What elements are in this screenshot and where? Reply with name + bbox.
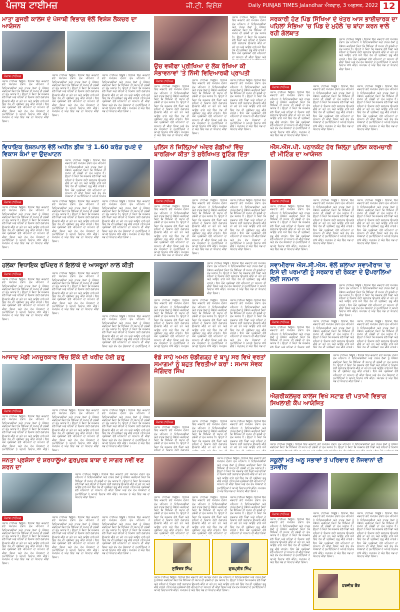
article-text: ਪੰਜਾਬ ਟਾਈਮਜ਼ ਬਿਊਰੋ। ਇਲਾਕੇ ਵਿੱਚ ਕਰਵਾਏ ਗਏ ਸਮਾਗਮ ਦੌਰਾਨ ਮੁੱਖ ਮਹਿਮਾਨ ਨੇ ਵਿਦਿਆਰਥੀਆਂ ਅਤੇ ਹਾਜ਼ਰ ਲੋਕਾਂ ਨੂੰ ਸੰਬੋਧਨ ਕਰਦਿਆਂ ਕਿਹਾ ਕਿ ਸਿੱਖਿਆ ਹੀ ਸਮਾਜ ਦੀ ਤਰੱਕੀ ਦਾ ਮੁੱਖ ਅਧਾਰ ਹੈ। ਉਨ੍ਹਾਂ ਨੇ ਕਿਹਾ ਕਿ ਸਰਕਾਰ ਵੱਲੋਂ ਪਿੰਡਾਂ ਅਤੇ ਸ਼ਹਿਰਾਂ ਦੇ ਵਿਕਾਸ ਲਈ ਲਗਾਤਾਰ ਉਪਰਾਲੇ ਕੀਤੇ ਜਾ ਰਹੇ ਹਨ ਅਤੇ ਆਉਣ ਵਾਲੇ ਸਮੇਂ ਵਿੱਚ ਹੋਰ ਵੀ ਪ੍ਰੋਜੈਕਟ ਸ਼ੁਰੂ ਕੀਤੇ ਜਾਣਗੇ। ਇਸ ਮੌਕੇ ਪ੍ਰਬੰਧਕਾਂ ਵੱਲੋਂ ਮਹਿਮਾਨਾਂ ਦਾ ਸਨਮਾਨ ਵੀ ਕੀਤਾ ਗਿਆ ਅਤੇ ਵੱਖ ਵੱਖ ਸੰਸਥਾਵਾਂ ਦੇ ਨੁਮਾਇੰਦਿਆਂ ਨੇ ਆਪਣੇ ਵਿਚਾਰ ਸਾਂਝੇ ਕੀਤੇ। ਸਮਾਗਮ ਦੇ ਅੰਤ ਵਿੱਚ ਸਭ ਦਾ ਧੰਨਵਾਦ ਕੀਤਾ ਗਿਆ। bbox=[102, 200, 150, 240]
photo-16 bbox=[154, 377, 266, 417]
article-text: ਪੰਜਾਬ ਟਾਈਮਜ਼ ਬਿਊਰੋ। ਇਲਾਕੇ ਵਿੱਚ ਕਰਵਾਏ ਗਏ ਸਮਾਗਮ ਦੌਰਾਨ ਮੁੱਖ ਮਹਿਮਾਨ ਨੇ ਵਿਦਿਆਰਥੀਆਂ ਅਤੇ ਹਾਜ਼ਰ ਲੋਕਾਂ ਨੂੰ ਸੰਬੋਧਨ ਕਰਦਿਆਂ ਕਿਹਾ ਕਿ ਸਿੱਖਿਆ ਹੀ ਸਮਾਜ ਦੀ ਤਰੱਕੀ ਦਾ ਮੁੱਖ ਅਧਾਰ ਹੈ। ਉਨ੍ਹਾਂ ਨੇ ਕਿਹਾ ਕਿ ਸਰਕਾਰ ਵੱਲੋਂ ਪਿੰਡਾਂ ਅਤੇ ਸ਼ਹਿਰਾਂ ਦੇ ਵਿਕਾਸ ਲਈ ਲਗਾਤਾਰ ਉਪਰਾਲੇ ਕੀਤੇ ਜਾ ਰਹੇ ਹਨ ਅਤੇ ਆਉਣ ਵਾਲੇ ਸਮੇਂ ਵਿੱਚ ਹੋਰ ਵੀ ਪ੍ਰੋਜੈਕਟ ਸ਼ੁਰੂ ਕੀਤੇ ਜਾਣਗੇ। ਇਸ ਮੌਕੇ ਪ੍ਰਬੰਧਕਾਂ ਵੱਲੋਂ ਮਹਿਮਾਨਾਂ ਦਾ ਸਨਮਾਨ ਵੀ ਕੀਤਾ ਗਿਆ ਅਤੇ ਵੱਖ ਵੱਖ ਸੰਸਥਾਵਾਂ ਦੇ ਨੁਮਾਇੰਦਿਆਂ ਨੇ ਆਪਣੇ ਵਿਚਾਰ ਸਾਂਝੇ ਕੀਤੇ। ਸਮਾਗਮ ਦੇ ਅੰਤ ਵਿੱਚ ਸਭ ਦਾ ਧੰਨਵਾਦ ਕੀਤਾ ਗਿਆ। bbox=[2, 278, 49, 321]
photo-23 bbox=[331, 473, 398, 509]
headline-8: ਸਵਾਮੀਰਾਜ ਐਸ.ਸੀ.ਐਸ. ਵੱਲੋਂ ਸ਼ਲਾਘਾ ਸਵਾਮੀਰਾਜ 'ਚ ਇਸੇ ਦੀ ਪਰਮਾਣੀ ਨੂੰ ਸਰਕਾਰ ਦੀ ਰੋਕਣਾ ਦੇ ਉਪਰਾਲਿਆਂ ਲਈ ਸਨਮਾਨ bbox=[270, 262, 392, 283]
article-text: ਪੰਜਾਬ ਟਾਈਮਜ਼ ਬਿਊਰੋ। ਇਲਾਕੇ ਵਿੱਚ ਕਰਵਾਏ ਗਏ ਸਮਾਗਮ ਦੌਰਾਨ ਮੁੱਖ ਮਹਿਮਾਨ ਨੇ ਵਿਦਿਆਰਥੀਆਂ ਅਤੇ ਹਾਜ਼ਰ ਲੋਕਾਂ ਨੂੰ ਸੰਬੋਧਨ ਕਰਦਿਆਂ ਕਿਹਾ ਕਿ ਸਿੱਖਿਆ ਹੀ ਸਮਾਜ ਦੀ ਤਰੱਕੀ ਦਾ ਮੁੱਖ ਅਧਾਰ ਹੈ। ਉਨ੍ਹਾਂ ਨੇ ਕਿਹਾ ਕਿ ਸਰਕਾਰ ਵੱਲੋਂ ਪਿੰਡਾਂ ਅਤੇ ਸ਼ਹਿਰਾਂ ਦੇ ਵਿਕਾਸ ਲਈ ਲਗਾਤਾਰ ਉਪਰਾਲੇ ਕੀਤੇ ਜਾ ਰਹੇ ਹਨ ਅਤੇ ਆਉਣ ਵਾਲੇ ਸਮੇਂ ਵਿੱਚ ਹੋਰ ਵੀ ਪ੍ਰੋਜੈਕਟ ਸ਼ੁਰੂ ਕੀਤੇ ਜਾਣਗੇ। ਇਸ ਮੌਕੇ ਪ੍ਰਬੰਧਕਾਂ ਵੱਲੋਂ ਮਹਿਮਾਨਾਂ ਦਾ ਸਨਮਾਨ ਵੀ ਕੀਤਾ ਗਿਆ ਅਤੇ ਵੱਖ ਵੱਖ ਸੰਸਥਾਵਾਂ ਦੇ ਨੁਮਾਇੰਦਿਆਂ ਨੇ ਆਪਣੇ ਵਿਚਾਰ ਸਾਂਝੇ ਕੀਤੇ। ਸਮਾਗਮ ਦੇ ਅੰਤ ਵਿੱਚ ਸਭ ਦਾ ਧੰਨਵਾਦ ਕੀਤਾ ਗਿਆ। bbox=[75, 473, 150, 500]
article-text: ਪੰਜਾਬ ਟਾਈਮਜ਼ ਬਿਊਰੋ। ਇਲਾਕੇ ਵਿੱਚ ਕਰਵਾਏ ਗਏ ਸਮਾਗਮ ਦੌਰਾਨ ਮੁੱਖ ਮਹਿਮਾਨ ਨੇ ਵਿਦਿਆਰਥੀਆਂ ਅਤੇ ਹਾਜ਼ਰ ਲੋਕਾਂ ਨੂੰ ਸੰਬੋਧਨ ਕਰਦਿਆਂ ਕਿਹਾ ਕਿ ਸਿੱਖਿਆ ਹੀ ਸਮਾਜ ਦੀ ਤਰੱਕੀ ਦਾ ਮੁੱਖ ਅਧਾਰ ਹੈ। ਉਨ੍ਹਾਂ ਨੇ ਕਿਹਾ ਕਿ ਸਰਕਾਰ ਵੱਲੋਂ ਪਿੰਡਾਂ ਅਤੇ ਸ਼ਹਿਰਾਂ ਦੇ ਵਿਕਾਸ ਲਈ ਲਗਾਤਾਰ ਉਪਰਾਲੇ ਕੀਤੇ ਜਾ ਰਹੇ ਹਨ ਅਤੇ ਆਉਣ ਵਾਲੇ ਸਮੇਂ ਵਿੱਚ ਹੋਰ ਵੀ ਪ੍ਰੋਜੈਕਟ ਸ਼ੁਰੂ ਕੀਤੇ ਜਾਣਗੇ। ਇਸ ਮੌਕੇ ਪ੍ਰਬੰਧਕਾਂ ਵੱਲੋਂ ਮਹਿਮਾਨਾਂ ਦਾ ਸਨਮਾਨ ਵੀ ਕੀਤਾ ਗਿਆ ਅਤੇ ਵੱਖ ਵੱਖ ਸੰਸਥਾਵਾਂ ਦੇ ਨੁਮਾਇੰਦਿਆਂ ਨੇ ਆਪਣੇ ਵਿਚਾਰ ਸਾਂਝੇ ਕੀਤੇ। ਸਮਾਗਮ bbox=[192, 299, 227, 348]
article-text: ਪੰਜਾਬ ਟਾਈਮਜ਼ ਬਿਊਰੋ। ਇਲਾਕੇ ਵਿੱਚ ਕਰਵਾਏ ਗਏ ਸਮਾਗਮ ਦੌਰਾਨ ਮੁੱਖ ਮਹਿਮਾਨ ਨੇ ਵਿਦਿਆਰਥੀਆਂ ਅਤੇ ਹਾਜ਼ਰ ਲੋਕਾਂ ਨੂੰ ਸੰਬੋਧਨ ਕਰਦਿਆਂ ਕਿਹਾ ਕਿ ਸਿੱਖਿਆ ਹੀ ਸਮਾਜ ਦੀ ਤਰੱਕੀ ਦਾ ਮੁੱਖ ਅਧਾਰ ਹੈ। ਉਨ੍ਹਾਂ ਨੇ ਕਿਹਾ ਕਿ ਸਰਕਾਰ ਵੱਲੋਂ ਪਿੰਡਾਂ ਅਤੇ ਸ਼ਹਿਰਾਂ ਦੇ ਵਿਕਾਸ ਲਈ ਲਗਾਤਾਰ ਉਪਰਾਲੇ ਕੀਤੇ ਜਾ ਰਹੇ ਹਨ ਅਤੇ bbox=[192, 420, 227, 450]
article-text: ਪੰਜਾਬ ਟਾਈਮਜ਼ ਬਿਊਰੋ। ਇਲਾਕੇ ਵਿੱਚ ਕਰਵਾਏ ਗਏ ਸਮਾਗਮ ਦੌਰਾਨ ਮੁੱਖ ਮਹਿਮਾਨ ਨੇ ਵਿਦਿਆਰਥੀਆਂ ਅਤੇ ਹਾਜ਼ਰ ਲੋਕਾਂ ਨੂੰ ਸੰਬੋਧਨ ਕਰਦਿਆਂ ਕਿਹਾ ਕਿ ਸਿੱਖਿਆ ਹੀ ਸਮਾਜ ਦੀ ਤਰੱਕੀ ਦਾ ਮੁੱਖ ਅਧਾਰ ਹੈ। ਉਨ੍ਹਾਂ ਨੇ ਕਿਹਾ ਕਿ ਸਰਕਾਰ ਵੱਲੋਂ ਪਿੰਡਾਂ ਅਤੇ ਸ਼ਹਿਰਾਂ ਦੇ ਵਿਕਾਸ ਲਈ ਲਗਾਤਾਰ ਉਪਰਾਲੇ ਕੀਤੇ ਜਾ ਰਹੇ ਹਨ ਅਤੇ ਆਉਣ ਵਾਲੇ ਸਮੇਂ ਵਿੱਚ ਹੋਰ ਵੀ ਪ੍ਰੋਜੈਕਟ ਸ਼ੁਰੂ ਕੀਤੇ ਜਾਣਗੇ। ਇਸ ਮੌਕੇ ਪ੍ਰਬੰਧਕਾਂ ਵੱਲੋਂ ਮਹਿਮਾਨਾਂ ਦਾ ਸਨਮਾਨ ਵੀ ਕੀਤਾ ਗਿਆ ਅਤੇ ਵੱਖ ਵੱਖ ਸੰਸਥਾਵਾਂ ਦੇ ਨੁਮਾਇੰਦਿਆਂ ਨੇ ਆਪਣੇ ਵਿਚਾਰ ਸਾਂਝੇ ਕੀਤੇ। ਸਮਾਗਮ ਦੇ ਅੰਤ ਵਿੱਚ ਸਭ ਦਾ ਧੰਨਵਾਦ ਕੀਤਾ ਗਿਆ। bbox=[102, 409, 150, 449]
article-text: ਪੰਜਾਬ ਟਾਈਮਜ਼ ਬਿਊਰੋ। ਇਲਾਕੇ ਵਿੱਚ ਕਰਵਾਏ ਗਏ ਸਮਾਗਮ ਦੌਰਾਨ ਮੁੱਖ ਮਹਿਮਾਨ ਨੇ ਵਿਦਿਆਰਥੀਆਂ ਅਤੇ ਹਾਜ਼ਰ ਲੋਕਾਂ ਨੂੰ ਸੰਬੋਧਨ ਕਰਦਿਆਂ ਕਿਹਾ ਕਿ ਸਿੱਖਿਆ ਹੀ ਸਮਾਜ ਦੀ ਤਰੱਕੀ ਦਾ ਮੁੱਖ ਅਧਾਰ ਹੈ। ਉਨ੍ਹਾਂ ਨੇ ਕਿਹਾ ਕਿ ਸਰਕਾਰ ਵੱਲੋਂ ਪਿੰਡਾਂ ਅਤੇ ਸ਼ਹਿਰਾਂ ਦੇ ਵਿਕਾਸ ਲਈ ਲਗਾਤਾਰ ਉਪਰਾਲੇ ਕੀਤੇ ਜਾ ਰਹੇ ਹਨ ਅਤੇ ਆਉਣ ਵਾਲੇ ਸਮੇਂ ਵਿੱਚ ਹੋਰ ਵੀ ਪ੍ਰੋਜੈਕਟ ਸ਼ੁਰੂ ਕੀਤੇ ਜਾਣਗੇ। ਇਸ ਮੌਕੇ ਪ੍ਰਬੰਧਕਾਂ ਵੱਲੋਂ ਮਹਿਮਾਨਾਂ ਦਾ ਸਨਮਾਨ ਵੀ ਕੀਤਾ ਗਿਆ ਅਤੇ ਵੱਖ ਵੱਖ ਸੰਸਥਾਵਾਂ ਦੇ ਨੁਮਾਇੰਦਿਆਂ ਨੇ ਆਪਣੇ ਵਿਚਾਰ ਸਾਂਝੇ ਕੀਤੇ। ਸਮਾਗਮ ਦੇ ਅੰਤ ਵਿੱਚ ਸਭ ਦਾ ਧੰਨਵਾਦ ਕੀਤਾ ਗਿਆ। bbox=[270, 518, 310, 564]
article-text: ਪੰਜਾਬ ਟਾਈਮਜ਼ ਬਿਊਰੋ। ਇਲਾਕੇ ਵਿੱਚ ਕਰਵਾਏ ਗਏ ਸਮਾਗਮ ਦੌਰਾਨ ਮੁੱਖ ਮਹਿਮਾਨ ਨੇ ਵਿਦਿਆਰਥੀਆਂ ਅਤੇ ਹਾਜ਼ਰ ਲੋਕਾਂ ਨੂੰ ਸੰਬੋਧਨ ਕਰਦਿਆਂ ਕਿਹਾ ਕਿ ਸਿੱਖਿਆ ਹੀ ਸਮਾਜ ਦੀ ਤਰੱਕੀ ਦਾ ਮੁੱਖ ਅਧਾਰ ਹੈ। ਉਨ੍ਹਾਂ ਨੇ ਕਿਹਾ ਕਿ ਸਰਕਾਰ ਵੱਲੋਂ ਪਿੰਡਾਂ ਅਤੇ ਸ਼ਹਿਰਾਂ ਦੇ ਵਿਕਾਸ ਲਈ ਲਗਾਤਾਰ ਉਪਰਾਲੇ ਕੀਤੇ ਜਾ ਰਹੇ ਹਨ ਅਤੇ ਆਉਣ ਵਾਲੇ ਸਮੇਂ ਵਿੱਚ ਹੋਰ ਵੀ ਪ੍ਰੋਜੈਕਟ ਸ਼ੁਰੂ ਕੀਤੇ ਜਾਣਗੇ। ਇਸ ਮੌਕੇ ਪ੍ਰਬੰਧਕਾਂ ਵੱਲੋਂ ਮਹਿਮਾਨਾਂ ਦਾ ਸਨਮਾਨ ਵੀ ਕੀਤਾ ਗਿਆ ਅਤੇ ਵੱਖ ਵੱਖ ਸੰਸਥਾਵਾਂ ਦੇ ਨੁਮਾਇੰਦਿਆਂ ਨੇ ਆਪਣੇ ਵਿਚਾਰ ਸਾਂਝੇ ਕੀਤੇ। ਸਮਾਗਮ ਦੇ ਅੰਤ ਵਿੱਚ ਸਭ ਦਾ ਧੰਨਵਾਦ ਕੀਤਾ ਗਿਆ। bbox=[192, 199, 227, 255]
headline-11: ਐਗਰੀਕਲਚਰ ਕਾਲਜ ਵਿਖੇ ਸਟਾਫ਼ ਦੀ ਪਤਾਮੀ ਵਿਭਾਗ ਸਿਖਲਾਈ ਕੈਂਪ ਆਯੋਜਿਤ bbox=[270, 393, 387, 407]
headline-5: ਪੁਲਿਸ ਨੇ ਜ਼ਿਲ੍ਹਿਆਂ ਅੰਦਰ ਗੱਡੀਆਂ ਵਿੱਚ ਬਾਰਗਿਆ ਕੀਤਾ ਤੇ ਸੁਰੱਖਿਅਤ ਰੂਟਿੰਗ ਦਿੱਤਾ bbox=[154, 144, 250, 158]
article-text: ਪੰਜਾਬ ਟਾਈਮਜ਼ ਬਿਊਰੋ। ਇਲਾਕੇ ਵਿੱਚ ਕਰਵਾਏ ਗਏ ਸਮਾਗਮ ਦੌਰਾਨ ਮੁੱਖ ਮਹਿਮਾਨ ਨੇ ਵਿਦਿਆਰਥੀਆਂ ਅਤੇ ਹਾਜ਼ਰ ਲੋਕਾਂ ਨੂੰ ਸੰਬੋਧਨ ਕਰਦਿਆਂ ਕਿਹਾ ਕਿ ਸਿੱਖਿਆ ਹੀ ਸਮਾਜ ਦੀ ਤਰੱਕੀ ਦਾ ਮੁੱਖ ਅਧਾਰ ਹੈ। ਉਨ੍ਹਾਂ ਨੇ ਕਿਹਾ ਕਿ ਸਰਕਾਰ ਵੱਲੋਂ ਪਿੰਡਾਂ ਅਤੇ ਸ਼ਹਿਰਾਂ ਦੇ ਵਿਕਾਸ ਲਈ ਲਗਾਤਾਰ ਉਪਰਾਲੇ ਕੀਤੇ ਜਾ ਰਹੇ ਹਨ ਅਤੇ ਆਉਣ ਵਾਲੇ ਸਮੇਂ ਵਿੱਚ ਹੋਰ ਵੀ ਪ੍ਰੋਜੈਕਟ ਸ਼ੁਰੂ ਕੀਤੇ ਜਾਣਗੇ। ਇਸ ਮੌਕੇ ਪ੍ਰਬੰਧਕਾਂ ਵੱਲੋਂ ਮਹਿਮਾਨਾਂ ਦਾ ਸਨਮਾਨ ਵੀ ਕੀਤਾ ਗਿਆ ਅਤੇ ਵੱਖ ਵੱਖ ਸੰਸਥਾਵਾਂ ਦੇ ਨੁਮਾਇੰਦਿਆਂ ਨੇ ਆਪਣੇ ਵਿਚਾਰ ਸਾਂਝੇ ਕੀਤੇ। ਸਮਾਗਮ ਦੇ ਅੰਤ ਵਿੱਚ ਸਭ ਦਾ ਧੰਨਵਾਦ ਕੀਤਾ ਗਿਆ। bbox=[357, 85, 398, 131]
article-text: ਪੰਜਾਬ ਟਾਈਮਜ਼ ਬਿਊਰੋ। ਇਲਾਕੇ ਵਿੱਚ ਕਰਵਾਏ ਗਏ ਸਮਾਗਮ ਦੌਰਾਨ ਮੁੱਖ ਮਹਿਮਾਨ ਨੇ ਵਿਦਿਆਰਥੀਆਂ ਅਤੇ ਹਾਜ਼ਰ ਲੋਕਾਂ ਨੂੰ ਸੰਬੋਧਨ ਕਰਦਿਆਂ ਕਿਹਾ ਕਿ ਸਿੱਖਿਆ ਹੀ ਸਮਾਜ ਦੀ ਤਰੱਕੀ ਦਾ ਮੁੱਖ ਅਧਾਰ ਹੈ। ਉਨ੍ਹਾਂ ਨੇ ਕਿਹਾ ਕਿ ਸਰਕਾਰ ਵੱਲੋਂ ਪਿੰਡਾਂ ਅਤੇ ਸ਼ਹਿਰਾਂ ਦੇ ਵਿਕਾਸ ਲਈ ਲਗਾਤਾਰ ਉਪਰਾਲੇ ਕੀਤੇ ਜਾ ਰਹੇ ਹਨ ਅਤੇ ਆਉਣ ਵਾਲੇ ਸਮੇਂ ਵਿੱਚ ਹੋਰ ਵੀ ਪ੍ਰੋਜੈਕਟ ਸ਼ੁਰੂ ਕੀਤੇ ਜਾਣਗੇ। ਇਸ ਮੌਕੇ ਪ੍ਰਬੰਧਕਾਂ ਵੱਲੋਂ ਮਹਿਮਾਨਾਂ ਦਾ ਸਨਮਾਨ ਵੀ ਕੀਤਾ ਗਿਆ ਅਤੇ ਵੱਖ ਵੱਖ ਸੰਸਥਾਵਾਂ ਦੇ ਨੁਮਾਇੰਦਿਆਂ ਨੇ ਆਪਣੇ ਵਿਚਾਰ ਸਾਂਝੇ ਕੀਤੇ। ਸਮਾਗਮ ਦੇ ਅੰਤ ਵਿੱਚ ਸਭ ਦਾ ਧੰਨਵਾਦ ਕੀਤਾ bbox=[154, 85, 189, 138]
article-text: ਪੰਜਾਬ ਟਾਈਮਜ਼ ਬਿਊਰੋ। ਇਲਾਕੇ ਵਿੱਚ ਕਰਵਾਏ ਗਏ ਸਮਾਗਮ ਦੌਰਾਨ ਮੁੱਖ ਮਹਿਮਾਨ ਨੇ ਵਿਦਿਆਰਥੀਆਂ ਅਤੇ ਹਾਜ਼ਰ ਲੋਕਾਂ ਨੂੰ ਸੰਬੋਧਨ ਕਰਦਿਆਂ ਕਿਹਾ ਕਿ ਸਿੱਖਿਆ ਹੀ ਸਮਾਜ ਦੀ ਤਰੱਕੀ ਦਾ ਮੁੱਖ ਅਧਾਰ ਹੈ। ਉਨ੍ਹਾਂ ਨੇ ਕਿਹਾ ਕਿ ਸਰਕਾਰ ਵੱਲੋਂ ਪਿੰਡਾਂ ਅਤੇ ਸ਼ਹਿਰਾਂ ਦੇ ਵਿਕਾਸ ਲਈ ਲਗਾਤਾਰ ਉਪਰਾਲੇ ਕੀਤੇ ਜਾ ਰਹੇ ਹਨ ਅਤੇ ਆਉਣ ਵਾਲੇ ਸਮੇਂ ਵਿੱਚ ਹੋਰ ਵੀ ਪ੍ਰੋਜੈਕਟ ਸ਼ੁਰੂ ਕੀਤੇ ਜਾਣਗੇ। ਇਸ ਮੌਕੇ ਪ੍ਰਬੰਧਕਾਂ ਵੱਲੋਂ ਮਹਿਮਾਨਾਂ ਦਾ ਸਨਮਾਨ ਵੀ ਕੀਤਾ ਗਿਆ ਅਤੇ ਵੱਖ ਵੱਖ ਸੰਸਥਾਵਾਂ ਦੇ ਨੁਮਾਇੰਦਿਆਂ ਨੇ ਆਪਣੇ ਵਿਚਾਰ ਸਾਂਝੇ ਕੀਤੇ। ਸਮਾਗਮ ਦੇ ਅੰਤ ਵਿੱਚ ਸਭ ਦਾ ਧੰਨਵਾਦ ਕੀਤਾ ਗਿਆ। bbox=[270, 205, 310, 251]
article-text: ਪੰਜਾਬ ਟਾਈਮਜ਼ ਬਿਊਰੋ। ਇਲਾਕੇ ਵਿੱਚ ਕਰਵਾਏ ਗਏ ਸਮਾਗਮ ਦੌਰਾਨ ਮੁੱਖ ਮਹਿਮਾਨ ਨੇ ਵਿਦਿਆਰਥੀਆਂ ਅਤੇ ਹਾਜ਼ਰ ਲੋਕਾਂ ਨੂੰ ਸੰਬੋਧਨ ਕਰਦਿਆਂ ਕਿਹਾ ਕਿ ਸਿੱਖਿਆ ਹੀ ਸਮਾਜ ਦੀ ਤਰੱਕੀ ਦਾ ਮੁੱਖ ਅਧਾਰ ਹੈ। ਉਨ੍ਹਾਂ ਨੇ ਕਿਹਾ ਕਿ ਸਰਕਾਰ ਵੱਲੋਂ ਪਿੰਡਾਂ ਅਤੇ ਸ਼ਹਿਰਾਂ ਦੇ ਵਿਕਾਸ ਲਈ ਲਗਾਤਾਰ ਉਪਰਾਲੇ ਕੀਤੇ ਜਾ ਰਹੇ ਹਨ ਅਤੇ ਆਉਣ ਵਾਲੇ ਸਮੇਂ ਵਿੱਚ ਹੋਰ ਵੀ ਪ੍ਰੋਜੈਕਟ ਸ਼ੁਰੂ ਕੀਤੇ ਜਾਣਗੇ। ਇਸ ਮੌਕੇ ਪ੍ਰਬੰਧਕਾਂ ਵੱਲੋਂ ਮਹਿਮਾਨਾਂ ਦਾ ਸਨਮਾਨ ਵੀ ਕੀਤਾ ਗਿਆ ਅਤੇ ਵੱਖ ਵੱਖ ਸੰਸਥਾਵਾਂ ਦੇ ਨੁਮਾਇੰਦਿਆਂ ਨੇ ਆਪਣੇ ਵਿਚਾਰ ਸਾਂਝੇ ਕੀਤੇ। ਸਮਾਗਮ ਦੇ ਅੰਤ ਵਿੱਚ ਸਭ ਦਾ ਧੰਨਵਾਦ ਕੀਤਾ ਗਿਆ। bbox=[270, 91, 310, 137]
photo-18 bbox=[270, 409, 322, 441]
article-text: ਪੰਜਾਬ ਟਾਈਮਜ਼ ਬਿਊਰੋ। ਇਲਾਕੇ ਵਿੱਚ ਕਰਵਾਏ ਗਏ ਸਮਾਗਮ ਦੌਰਾਨ ਮੁੱਖ ਮਹਿਮਾਨ ਨੇ ਵਿਦਿਆਰਥੀਆਂ ਅਤੇ ਹਾਜ਼ਰ ਲੋਕਾਂ ਨੂੰ ਸੰਬੋਧਨ ਕਰਦਿਆਂ ਕਿਹਾ ਕਿ ਸਿੱਖਿਆ ਹੀ ਸਮਾਜ ਦੀ ਤਰੱਕੀ ਦਾ ਮੁੱਖ ਅਧਾਰ ਹੈ। ਉਨ੍ਹਾਂ ਨੇ ਕਿਹਾ ਕਿ ਸਰਕਾਰ ਵੱਲੋਂ ਪਿੰਡਾਂ ਅਤੇ ਸ਼ਹਿਰਾਂ ਦੇ ਵਿਕਾਸ ਲਈ ਲਗਾਤਾਰ ਉਪਰਾਲੇ ਕੀਤੇ ਜਾ ਰਹੇ ਹਨ ਅਤੇ ਆਉਣ ਵਾਲੇ ਸਮੇਂ ਵਿੱਚ ਹੋਰ ਵੀ ਪ੍ਰੋਜੈਕਟ ਸ਼ੁਰੂ ਕੀਤੇ ਜਾਣਗੇ। ਇਸ ਮੌਕੇ ਪ੍ਰਬੰਧਕਾਂ ਵੱਲੋਂ ਮਹਿਮਾਨਾਂ ਦਾ ਸਨਮਾਨ ਵੀ ਕੀਤਾ ਗਿਆ ਅਤੇ ਵੱਖ ਵੱਖ ਸੰਸਥਾਵਾਂ ਦੇ ਨੁਮਾਇੰਦਿਆਂ ਨੇ ਆਪਣੇ ਵਿਚਾਰ ਸਾਂਝੇ ਕੀਤੇ। ਸਮਾਗਮ ਦੇ ਅੰਤ ਵਿੱਚ ਸਭ ਦਾ ਧੰਨਵਾਦ ਕੀਤਾ ਗਿਆ। bbox=[230, 199, 266, 252]
photo-20 bbox=[2, 473, 72, 513]
article-text: ਪੰਜਾਬ ਟਾਈਮਜ਼ ਬਿਊਰੋ। ਇਲਾਕੇ ਵਿੱਚ ਕਰਵਾਏ ਗਏ ਸਮਾਗਮ ਦੌਰਾਨ ਮੁੱਖ ਮਹਿਮਾਨ ਨੇ ਵਿਦਿਆਰਥੀਆਂ ਅਤੇ ਹਾਜ਼ਰ ਲੋਕਾਂ ਨੂੰ ਸੰਬੋਧਨ ਕਰਦਿਆਂ ਕਿਹਾ ਕਿ ਸਿੱਖਿਆ ਹੀ ਸਮਾਜ ਦੀ ਤਰੱਕੀ ਦਾ ਮੁੱਖ ਅਧਾਰ ਹੈ। ਉਨ੍ਹਾਂ ਨੇ ਕਿਹਾ ਕਿ ਸਰਕਾਰ ਵੱਲੋਂ ਪਿੰਡਾਂ ਅਤੇ ਸ਼ਹਿਰਾਂ ਦੇ ਵਿਕਾਸ ਲਈ ਲਗਾਤਾਰ ਉਪਰਾਲੇ ਕੀਤੇ ਜਾ ਰਹੇ ਹਨ ਅਤੇ ਆਉਣ ਵਾਲੇ ਸਮੇਂ ਵਿੱਚ ਹੋਰ ਵੀ ਪ੍ਰੋਜੈਕਟ ਸ਼ੁਰੂ ਕੀਤੇ ਜਾਣਗੇ। ਇਸ ਮੌਕੇ ਪ੍ਰਬੰਧਕਾਂ ਵੱਲੋਂ ਮਹਿਮਾਨਾਂ ਦਾ bbox=[192, 496, 227, 536]
photo-11 bbox=[102, 272, 150, 312]
column-divider bbox=[2, 454, 398, 455]
byline-tag: ਪੰਜਾਬ ਟਾਈਮਜ਼ bbox=[4, 200, 22, 204]
article-text: ਪੰਜਾਬ ਟਾਈਮਜ਼ ਬਿਊਰੋ। ਇਲਾਕੇ ਵਿੱਚ ਕਰਵਾਏ ਗਏ ਸਮਾਗਮ ਦੌਰਾਨ ਮੁੱਖ ਮਹਿਮਾਨ ਨੇ ਵਿਦਿਆਰਥੀਆਂ ਅਤੇ ਹਾਜ਼ਰ ਲੋਕਾਂ ਨੂੰ ਸੰਬੋਧਨ ਕਰਦਿਆਂ ਕਿਹਾ ਕਿ ਸਿੱਖਿਆ ਹੀ ਸਮਾਜ ਦੀ ਤਰੱਕੀ ਦਾ ਮੁੱਖ ਅਧਾਰ ਹੈ। ਉਨ੍ਹਾਂ ਨੇ ਕਿਹਾ ਕਿ ਸਰਕਾਰ ਵੱਲੋਂ ਪਿੰਡਾਂ ਅਤੇ ਸ਼ਹਿਰਾਂ ਦੇ ਵਿਕਾਸ ਲਈ ਲਗਾਤਾਰ ਉਪਰਾਲੇ ਕੀਤੇ ਜਾ ਰਹੇ ਹਨ ਅਤੇ ਆਉਣ ਵਾਲੇ ਸਮੇਂ ਵਿੱਚ ਹੋਰ ਵੀ ਪ੍ਰੋਜੈਕਟ ਸ਼ੁਰੂ ਕੀਤੇ ਜਾਣਗੇ। ਇਸ ਮੌਕੇ ਪ੍ਰਬੰਧਕਾਂ ਵੱਲੋਂ ਮਹਿਮਾਨਾਂ ਦਾ ਸਨਮਾਨ ਵੀ ਕੀਤਾ ਗਿਆ ਅਤੇ ਵੱਖ ਵੱਖ ਸੰਸਥਾਵਾਂ ਦੇ ਨੁਮਾਇੰਦਿਆਂ ਨੇ ਆਪਣੇ ਵਿਚਾਰ ਸਾਂਝੇ ਕੀਤੇ। ਸਮਾਗਮ ਦੇ ਅੰਤ ਵਿੱਚ ਸਭ ਦਾ ਧੰਨਵਾਦ ਕੀਤਾ ਗਿਆ। bbox=[357, 512, 398, 558]
article-text: ਪੰਜਾਬ ਟਾਈਮਜ਼ ਬਿਊਰੋ। ਇਲਾਕੇ ਵਿੱਚ ਕਰਵਾਏ ਗਏ ਸਮਾਗਮ ਦੌਰਾਨ ਮੁੱਖ ਮਹਿਮਾਨ ਨੇ ਵਿਦਿਆਰਥੀਆਂ ਅਤੇ ਹਾਜ਼ਰ ਲੋਕਾਂ ਨੂੰ ਸੰਬੋਧਨ ਕਰਦਿਆਂ ਕਿਹਾ ਕਿ ਸਿੱਖਿਆ ਹੀ ਸਮਾਜ ਦੀ ਤਰੱਕੀ ਦਾ ਮੁੱਖ ਅਧਾਰ ਹੈ। ਉਨ੍ਹਾਂ ਨੇ ਕਿਹਾ ਕਿ ਸਰਕਾਰ ਵੱਲੋਂ ਪਿੰਡਾਂ ਅਤੇ ਸ਼ਹਿਰਾਂ ਦੇ ਵਿਕਾਸ ਲਈ ਲਗਾਤਾਰ ਉਪਰਾਲੇ ਕੀਤੇ ਜਾ ਰਹੇ ਹਨ ਅਤੇ ਆਉਣ ਵਾਲੇ ਸਮੇਂ ਵਿੱਚ ਹੋਰ ਵੀ ਪ੍ਰੋਜੈਕਟ ਸ਼ੁਰੂ ਕੀਤੇ ਜਾਣਗੇ। ਇਸ ਮੌਕੇ ਪ੍ਰਬੰਧਕਾਂ ਵੱਲੋਂ ਮਹਿਮਾਨਾਂ ਦਾ ਸਨਮਾਨ ਵੀ ਕੀਤਾ ਗਿਆ ਅਤੇ ਵੱਖ ਵੱਖ ਸੰਸਥਾਵਾਂ ਦੇ ਨੁਮਾਇੰਦਿਆਂ ਨੇ ਆਪਣੇ ਵਿਚਾਰ ਸਾਂਝੇ ਕੀਤੇ। ਸਮਾਗਮ ਦੇ ਅੰਤ ਵਿੱਚ ਸਭ ਦਾ ਧੰਨਵਾਦ ਕੀਤਾ ਗਿਆ। bbox=[52, 74, 99, 117]
article-text: ਪੰਜਾਬ ਟਾਈਮਜ਼ ਬਿਊਰੋ। ਇਲਾਕੇ ਵਿੱਚ ਕਰਵਾਏ ਗਏ ਸਮਾਗਮ ਦੌਰਾਨ ਮੁੱਖ ਮਹਿਮਾਨ ਨੇ ਵਿਦਿਆਰਥੀਆਂ ਅਤੇ ਹਾਜ਼ਰ ਲੋਕਾਂ ਨੂੰ ਸੰਬੋਧਨ ਕਰਦਿਆਂ ਕਿਹਾ ਕਿ ਸਿੱਖਿਆ ਹੀ ਸਮਾਜ ਦੀ ਤਰੱਕੀ ਦਾ ਮੁੱਖ ਅਧਾਰ ਹੈ। ਉਨ੍ਹਾਂ ਨੇ ਕਿਹਾ ਕਿ ਸਰਕਾਰ ਵੱਲੋਂ ਪਿੰਡਾਂ ਅਤੇ ਸ਼ਹਿਰਾਂ ਦੇ ਵਿਕਾਸ ਲਈ ਲਗਾਤਾਰ ਉਪਰਾਲੇ ਕੀਤੇ ਜਾ ਰਹੇ ਹਨ ਅਤੇ ਆਉਣ ਵਾਲੇ ਸਮੇਂ ਵਿੱਚ ਹੋਰ ਵੀ ਪ੍ਰੋਜੈਕਟ ਸ਼ੁਰੂ ਕੀਤੇ ਜਾਣਗੇ। ਇਸ ਮੌਕੇ ਪ੍ਰਬੰਧਕਾਂ ਵੱਲੋਂ ਮਹਿਮਾਨਾਂ ਦਾ ਸਨਮਾਨ ਵੀ ਕੀਤਾ ਗਿਆ bbox=[230, 496, 266, 536]
byline-tag: ਪੰਜਾਬ ਟਾਈਮਜ਼ bbox=[4, 74, 22, 78]
article-text: ਪੰਜਾਬ ਟਾਈਮਜ਼ ਬਿਊਰੋ। ਇਲਾਕੇ ਵਿੱਚ ਕਰਵਾਏ ਗਏ ਸਮਾਗਮ ਦੌਰਾਨ ਮੁੱਖ ਮਹਿਮਾਨ ਨੇ ਵਿਦਿਆਰਥੀਆਂ ਅਤੇ ਹਾਜ਼ਰ ਲੋਕਾਂ ਨੂੰ ਸੰਬੋਧਨ ਕਰਦਿਆਂ ਕਿਹਾ ਕਿ ਸਿੱਖਿਆ ਹੀ ਸਮਾਜ ਦੀ ਤਰੱਕੀ ਦਾ ਮੁੱਖ ਅਧਾਰ ਹੈ। ਉਨ੍ਹਾਂ ਨੇ ਕਿਹਾ ਕਿ ਸਰਕਾਰ ਵੱਲੋਂ ਪਿੰਡਾਂ ਅਤੇ ਸ਼ਹਿਰਾਂ ਦੇ ਵਿਕਾਸ ਲਈ ਲਗਾਤਾਰ ਉਪਰਾਲੇ ਕੀਤੇ ਜਾ ਰਹੇ ਹਨ ਅਤੇ ਆਉਣ ਵਾਲੇ ਸਮੇਂ ਵਿੱਚ ਹੋਰ ਵੀ ਪ੍ਰੋਜੈਕਟ ਸ਼ੁਰੂ ਕੀਤੇ ਜਾਣਗੇ। bbox=[313, 320, 354, 348]
byline-tag: ਪੰਜਾਬ ਟਾਈਮਜ਼ bbox=[272, 320, 290, 324]
article-text: ਪੰਜਾਬ ਟਾਈਮਜ਼ ਬਿਊਰੋ। ਇਲਾਕੇ ਵਿੱਚ ਕਰਵਾਏ ਗਏ ਸਮਾਗਮ ਦੌਰਾਨ ਮੁੱਖ ਮਹਿਮਾਨ ਨੇ ਵਿਦਿਆਰਥੀਆਂ ਅਤੇ ਹਾਜ਼ਰ ਲੋਕਾਂ ਨੂੰ ਸੰਬੋਧਨ ਕਰਦਿਆਂ ਕਿਹਾ ਕਿ ਸਿੱਖਿਆ ਹੀ ਸਮਾਜ ਦੀ ਤਰੱਕੀ ਦਾ ਮੁੱਖ ਅਧਾਰ ਹੈ। ਉਨ੍ਹਾਂ ਨੇ ਕਿਹਾ ਕਿ ਸਰਕਾਰ ਵੱਲੋਂ ਪਿੰਡਾਂ ਅਤੇ ਸ਼ਹਿਰਾਂ ਦੇ ਵਿਕਾਸ ਲਈ ਲਗਾਤਾਰ ਉਪਰਾਲੇ ਕੀਤੇ ਜਾ ਰਹੇ ਹਨ ਅਤੇ ਆਉਣ ਵਾਲੇ ਸਮੇਂ ਵਿੱਚ ਹੋਰ ਵੀ ਪ੍ਰੋਜੈਕਟ ਸ਼ੁਰੂ ਕੀਤੇ ਜਾਣਗੇ। ਇਸ ਮੌਕੇ ਪ੍ਰਬੰਧਕਾਂ ਵੱਲੋਂ ਮਹਿਮਾਨਾਂ ਦਾ ਸਨਮਾਨ ਵੀ ਕੀਤਾ ਗਿਆ ਅਤੇ ਵੱਖ ਵੱਖ ਸੰਸਥਾਵਾਂ ਦੇ ਨੁਮਾਇੰਦਿਆਂ ਨੇ ਆਪਣੇ ਵਿਚਾਰ ਸਾਂਝੇ ਕੀਤੇ। ਸਮਾਗਮ ਦੇ ਅੰਤ ਵਿੱਚ ਸਭ ਦਾ ਧੰਨਵਾਦ ਕੀਤਾ ਗਿਆ। bbox=[102, 74, 150, 114]
photo-7 bbox=[154, 160, 208, 196]
headline-1: ਮਾਤਾ ਗੁਜਰੀ ਕਾਲਜ ਦੇ ਪੰਜਾਬੀ ਵਿਭਾਗ ਵੱਲੋਂ ਵਿਸ਼ੇਸ਼ ਲੈਕਚਰ ਦਾ ਆਯੋਜਨ bbox=[2, 16, 137, 30]
photo-17 bbox=[270, 354, 330, 390]
byline-tag: ਪੰਜਾਬ ਟਾਈਮਜ਼ bbox=[272, 199, 290, 203]
article-text: ਪੰਜਾਬ ਟਾਈਮਜ਼ ਬਿਊਰੋ। ਇਲਾਕੇ ਵਿੱਚ ਕਰਵਾਏ ਗਏ ਸਮਾਗਮ ਦੌਰਾਨ ਮੁੱਖ ਮਹਿਮਾਨ ਨੇ ਵਿਦਿਆਰਥੀਆਂ ਅਤੇ ਹਾਜ਼ਰ ਲੋਕਾਂ ਨੂੰ ਸੰਬੋਧਨ ਕਰਦਿਆਂ ਕਿਹਾ ਕਿ ਸਿੱਖਿਆ ਹੀ ਸਮਾਜ ਦੀ ਤਰੱਕੀ ਦਾ ਮੁੱਖ ਅਧਾਰ ਹੈ। ਉਨ੍ਹਾਂ ਨੇ ਕਿਹਾ ਕਿ ਸਰਕਾਰ ਵੱਲੋਂ ਪਿੰਡਾਂ ਅਤੇ ਸ਼ਹਿਰਾਂ ਦੇ ਵਿਕਾਸ ਲਈ ਲਗਾਤਾਰ ਉਪਰਾਲੇ ਕੀਤੇ ਜਾ ਰਹੇ ਹਨ ਅਤੇ ਆਉਣ ਵਾਲੇ ਸਮੇਂ ਵਿੱਚ ਹੋਰ ਵੀ ਪ੍ਰੋਜੈਕਟ ਸ਼ੁਰੂ ਕੀਤੇ ਜਾਣਗੇ। ਇਸ ਮੌਕੇ ਪ੍ਰਬੰਧਕਾਂ ਵੱਲੋਂ ਮਹਿਮਾਨਾਂ ਦਾ ਸਨਮਾਨ ਵੀ ਕੀਤਾ ਗਿਆ ਅਤੇ ਵੱਖ ਵੱਖ ਸੰਸਥਾਵਾਂ ਦੇ ਨੁਮਾਇੰਦਿਆਂ ਨੇ ਆਪਣੇ ਵਿਚਾਰ ਸਾਂਝੇ ਕੀਤੇ। ਸਮਾਗਮ ਦੇ ਅੰਤ ਵਿੱਚ ਸਭ ਦਾ ਧੰਨਵਾਦ ਕੀਤਾ ਗਿਆ। bbox=[357, 199, 398, 245]
headline-4: ਵਿਧਾਇਕ ਰੋਸ਼ਨਪਾਲ ਵੱਲੋਂ ਅਧੀਨ ਡੀਜ਼ 'ਤੇ 1.60 ਕਰੋੜ ਰੁਪਏ ਦੇ ਵਿਕਾਸ ਕੰਮਾਂ ਦਾ ਉਦਘਾਟਨ bbox=[2, 144, 143, 158]
article-text: ਪੰਜਾਬ ਟਾਈਮਜ਼ ਬਿਊਰੋ। ਇਲਾਕੇ ਵਿੱਚ ਕਰਵਾਏ ਗਏ ਸਮਾਗਮ ਦੌਰਾਨ ਮੁੱਖ ਮਹਿਮਾਨ ਨੇ ਵਿਦਿਆਰਥੀਆਂ ਅਤੇ ਹਾਜ਼ਰ ਲੋਕਾਂ ਨੂੰ ਸੰਬੋਧਨ ਕਰਦਿਆਂ ਕਿਹਾ ਕਿ ਸਿੱਖਿਆ ਹੀ ਸਮਾਜ ਦੀ ਤਰੱਕੀ ਦਾ ਮੁੱਖ ਅਧਾਰ ਹੈ। ਉਨ੍ਹਾਂ ਨੇ ਕਿਹਾ ਕਿ ਸਰਕਾਰ ਵੱਲੋਂ ਪਿੰਡਾਂ ਅਤੇ ਸ਼ਹਿਰਾਂ ਦੇ ਵਿਕਾਸ ਲਈ ਲਗਾਤਾਰ ਉਪਰਾਲੇ ਕੀਤੇ ਜਾ ਰਹੇ ਹਨ ਅਤੇ ਆਉਣ ਵਾਲੇ ਸਮੇਂ ਵਿੱਚ ਹੋਰ ਵੀ ਪ੍ਰੋਜੈਕਟ ਸ਼ੁਰੂ ਕੀਤੇ ਜਾਣਗੇ। ਇਸ ਮੌਕੇ ਪ੍ਰਬੰਧਕਾਂ ਵੱਲੋਂ ਮਹਿਮਾਨਾਂ ਦਾ ਸਨਮਾਨ ਵੀ ਕੀਤਾ ਗਿਆ ਅਤੇ ਵੱਖ ਵੱਖ ਸੰਸਥਾਵਾਂ ਦੇ ਨੁਮਾਇੰਦਿਆਂ ਨੇ ਆਪਣੇ ਵਿਚਾਰ ਸਾਂਝੇ ਕੀਤੇ। ਸਮਾਗਮ ਦੇ ਅੰਤ ਵਿੱਚ ਸਭ ਦਾ ਧੰਨਵਾਦ ਕੀਤਾ ਗਿਆ। bbox=[207, 262, 266, 295]
article-text: ਪੰਜਾਬ ਟਾਈਮਜ਼ ਬਿਊਰੋ। ਇਲਾਕੇ ਵਿੱਚ ਕਰਵਾਏ ਗਏ ਸਮਾਗਮ ਦੌਰਾਨ ਮੁੱਖ ਮਹਿਮਾਨ ਨੇ ਵਿਦਿਆਰਥੀਆਂ ਅਤੇ ਹਾਜ਼ਰ ਲੋਕਾਂ ਨੂੰ ਸੰਬੋਧਨ ਕਰਦਿਆਂ ਕਿਹਾ ਕਿ ਸਿੱਖਿਆ ਹੀ ਸਮਾਜ ਦੀ ਤਰੱਕੀ ਦਾ ਮੁੱਖ ਅਧਾਰ ਹੈ। ਉਨ੍ਹਾਂ ਨੇ ਕਿਹਾ ਕਿ ਸਰਕਾਰ ਵੱਲੋਂ ਪਿੰਡਾਂ ਅਤੇ ਸ਼ਹਿਰਾਂ ਦੇ ਵਿਕਾਸ ਲਈ ਲਗਾਤਾਰ ਉਪਰਾਲੇ ਕੀਤੇ ਜਾ ਰਹੇ ਹਨ ਅਤੇ ਆਉਣ ਵਾਲੇ ਸਮੇਂ ਵਿੱਚ ਹੋਰ ਵੀ ਪ੍ਰੋਜੈਕਟ ਸ਼ੁਰੂ ਕੀਤੇ ਜਾਣਗੇ। ਇਸ ਮੌਕੇ ਪ੍ਰਬੰਧਕਾਂ ਵੱਲੋਂ ਮਹਿਮਾਨਾਂ ਦਾ ਸਨਮਾਨ ਵੀ ਕੀਤਾ ਗਿਆ ਅਤੇ bbox=[232, 16, 266, 59]
photo-6 bbox=[109, 159, 150, 197]
headline-9: ਆਜਾਦ ਮੰਡੀ ਮਨਜੂਰਕਾਰ ਵਿੱਚ ਇੱਕੋ ਦੀ ਖਰੀਦ ਹੋਈ ਸ਼ੁਰੂ bbox=[2, 354, 125, 361]
newspaper-page bbox=[2, 16, 398, 610]
article-text: ਪੰਜਾਬ ਟਾਈਮਜ਼ ਬਿਊਰੋ। ਇਲਾਕੇ ਵਿੱਚ ਕਰਵਾਏ ਗਏ ਸਮਾਗਮ ਦੌਰਾਨ ਮੁੱਖ ਮਹਿਮਾਨ ਨੇ ਵਿਦਿਆਰਥੀਆਂ ਅਤੇ ਹਾਜ਼ਰ ਲੋਕਾਂ ਨੂੰ ਸੰਬੋਧਨ ਕਰਦਿਆਂ ਕਿਹਾ ਕਿ ਸਿੱਖਿਆ ਹੀ ਸਮਾਜ ਦੀ ਤਰੱਕੀ ਦਾ ਮੁੱਖ ਅਧਾਰ ਹੈ। ਉਨ੍ਹਾਂ ਨੇ ਕਿਹਾ ਕਿ ਸਰਕਾਰ ਵੱਲੋਂ ਪਿੰਡਾਂ ਅਤੇ ਸ਼ਹਿਰਾਂ ਦੇ ਵਿਕਾਸ ਲਈ ਲਗਾਤਾਰ ਉਪਰਾਲੇ ਕੀਤੇ ਜਾ ਰਹੇ ਹਨ ਅਤੇ ਆਉਣ ਵਾਲੇ ਸਮੇਂ ਵਿੱਚ ਹੋਰ ਵੀ ਪ੍ਰੋਜੈਕਟ ਸ਼ੁਰੂ ਕੀਤੇ ਜਾਣਗੇ। ਇਸ ਮੌਕੇ ਪ੍ਰਬੰਧਕਾਂ ਵੱਲੋਂ ਮਹਿਮਾਨਾਂ ਦਾ ਸਨਮਾਨ ਵੀ ਕੀਤਾ ਗਿਆ ਅਤੇ ਵੱਖ ਵੱਖ ਸੰਸਥਾਵਾਂ ਦੇ ਨੁਮਾਇੰਦਿਆਂ ਨੇ bbox=[102, 315, 150, 348]
article-text: ਪੰਜਾਬ ਟਾਈਮਜ਼ ਬਿਊਰੋ। ਇਲਾਕੇ ਵਿੱਚ ਕਰਵਾਏ ਗਏ ਸਮਾਗਮ ਦੌਰਾਨ ਮੁੱਖ ਮਹਿਮਾਨ ਨੇ ਵਿਦਿਆਰਥੀਆਂ ਅਤੇ ਹਾਜ਼ਰ ਲੋਕਾਂ ਨੂੰ ਸੰਬੋਧਨ ਕਰਦਿਆਂ ਕਿਹਾ ਕਿ ਸਿੱਖਿਆ ਹੀ ਸਮਾਜ ਦੀ ਤਰੱਕੀ ਦਾ ਮੁੱਖ ਅਧਾਰ ਹੈ। ਉਨ੍ਹਾਂ ਨੇ ਕਿਹਾ ਕਿ ਸਰਕਾਰ ਵੱਲੋਂ ਪਿੰਡਾਂ ਅਤੇ ਸ਼ਹਿਰਾਂ ਦੇ ਵਿਕਾਸ ਲਈ ਲਗਾਤਾਰ ਉਪਰਾਲੇ ਕੀਤੇ ਜਾ ਰਹੇ ਹਨ ਅਤੇ ਆਉਣ ਵਾਲੇ ਸਮੇਂ ਵਿੱਚ ਹੋਰ ਵੀ ਪ੍ਰੋਜੈਕਟ ਸ਼ੁਰੂ ਕੀਤੇ ਜਾਣਗੇ। ਇਸ ਮੌਕੇ ਪ੍ਰਬੰਧਕਾਂ ਵੱਲੋਂ ਮਹਿਮਾਨਾਂ ਦਾ ਸਨਮਾਨ ਵੀ ਕੀਤਾ ਗਿਆ ਅਤੇ ਵੱਖ ਵੱਖ ਸੰਸਥਾਵਾਂ ਦੇ ਨੁਮਾਇੰਦਿਆਂ ਨੇ ਆਪਣੇ ਵਿਚਾਰ ਸਾਂਝੇ ਕੀਤੇ। ਸਮਾਗਮ ਦੇ ਅੰਤ ਵਿੱਚ ਸਭ ਦਾ ਧੰਨਵਾਦ ਕੀਤਾ ਗਿਆ। bbox=[339, 284, 398, 317]
byline-tag: ਪੰਜਾਬ ਟਾਈਮਜ਼ bbox=[272, 85, 290, 89]
column-divider bbox=[2, 141, 398, 142]
article-text: ਪੰਜਾਬ ਟਾਈਮਜ਼ ਬਿਊਰੋ। ਇਲਾਕੇ ਵਿੱਚ ਕਰਵਾਏ ਗਏ ਸਮਾਗਮ ਦੌਰਾਨ ਮੁੱਖ ਮਹਿਮਾਨ ਨੇ ਵਿਦਿਆਰਥੀਆਂ ਅਤੇ ਹਾਜ਼ਰ ਲੋਕਾਂ ਨੂੰ ਸੰਬੋਧਨ ਕਰਦਿਆਂ ਕਿਹਾ ਕਿ ਸਿੱਖਿਆ ਹੀ ਸਮਾਜ ਦੀ ਤਰੱਕੀ ਦਾ ਮੁੱਖ ਅਧਾਰ ਹੈ। ਉਨ੍ਹਾਂ ਨੇ ਕਿਹਾ ਕਿ ਸਰਕਾਰ ਵੱਲੋਂ ਪਿੰਡਾਂ ਅਤੇ ਸ਼ਹਿਰਾਂ ਦੇ ਵਿਕਾਸ ਲਈ ਲਗਾਤਾਰ ਉਪਰਾਲੇ ਕੀਤੇ ਜਾ ਰਹੇ ਹਨ ਅਤੇ ਆਉਣ ਵਾਲੇ ਸਮੇਂ ਵਿੱਚ ਹੋਰ ਵੀ ਪ੍ਰੋਜੈਕਟ ਸ਼ੁਰੂ ਕੀਤੇ ਜਾਣਗੇ। ਇਸ ਮੌਕੇ ਪ੍ਰਬੰਧਕਾਂ ਵੱਲੋਂ ਮਹਿਮਾਨਾਂ ਦਾ ਸਨਮਾਨ ਵੀ ਕੀਤਾ ਗਿਆ ਅਤੇ ਵੱਖ ਵੱਖ ਸੰਸਥਾਵਾਂ ਦੇ ਨੁਮਾਇੰਦਿਆਂ ਨੇ ਆਪਣੇ ਵਿਚਾਰ ਸਾਂਝੇ ਕੀਤੇ। ਸਮਾਗਮ ਦੇ ਅੰਤ ਵਿੱਚ ਸਭ ਦਾ ਧੰਨਵਾਦ ਕੀਤਾ ਗਿਆ। bbox=[339, 38, 398, 71]
article-text: ਪੰਜਾਬ ਟਾਈਮਜ਼ ਬਿਊਰੋ। ਇਲਾਕੇ ਵਿੱਚ ਕਰਵਾਏ ਗਏ ਸਮਾਗਮ ਦੌਰਾਨ ਮੁੱਖ ਮਹਿਮਾਨ ਨੇ ਵਿਦਿਆਰਥੀਆਂ ਅਤੇ ਹਾਜ਼ਰ ਲੋਕਾਂ ਨੂੰ ਸੰਬੋਧਨ ਕਰਦਿਆਂ ਕਿਹਾ ਕਿ ਸਿੱਖਿਆ ਹੀ ਸਮਾਜ ਦੀ ਤਰੱਕੀ ਦਾ ਮੁੱਖ ਅਧਾਰ ਹੈ। ਉਨ੍ਹਾਂ ਨੇ ਕਿਹਾ ਕਿ ਸਰਕਾਰ ਵੱਲੋਂ ਪਿੰਡਾਂ ਅਤੇ ਸ਼ਹਿਰਾਂ ਦੇ ਵਿਕਾਸ ਲਈ ਲਗਾਤਾਰ ਉਪਰਾਲੇ ਕੀਤੇ ਜਾ ਰਹੇ ਹਨ ਅਤੇ ਆਉਣ ਵਾਲੇ ਸਮੇਂ ਵਿੱਚ ਹੋਰ ਵੀ ਪ੍ਰੋਜੈਕਟ ਸ਼ੁਰੂ ਕੀਤੇ ਜਾਣਗੇ। ਇਸ ਮੌਕੇ ਪ੍ਰਬੰਧਕਾਂ ਵੱਲੋਂ ਮਹਿਮਾਨਾਂ ਦਾ ਸਨਮਾਨ ਵੀ ਕੀਤਾ ਗਿਆ ਅਤੇ ਵੱਖ ਵੱਖ ਸੰਸਥਾਵਾਂ ਦੇ ਨੁਮਾਇੰਦਿਆਂ ਨੇ ਆਪਣੇ ਵਿਚਾਰ ਸਾਂਝੇ ਕੀਤੇ। ਸਮਾਗਮ ਦੇ ਅੰਤ ਵਿੱਚ ਸਭ ਦਾ ਧੰਨਵਾਦ ਕੀਤਾ ਗਿਆ। bbox=[313, 85, 354, 131]
article-text: ਪੰਜਾਬ ਟਾਈਮਜ਼ ਬਿਊਰੋ। ਇਲਾਕੇ ਵਿੱਚ ਕਰਵਾਏ ਗਏ ਸਮਾਗਮ ਦੌਰਾਨ ਮੁੱਖ ਮਹਿਮਾਨ ਨੇ ਵਿਦਿਆਰਥੀਆਂ ਅਤੇ ਹਾਜ਼ਰ ਲੋਕਾਂ ਨੂੰ ਸੰਬੋਧਨ ਕਰਦਿਆਂ ਕਿਹਾ ਕਿ ਸਿੱਖਿਆ ਹੀ ਸਮਾਜ ਦੀ ਤਰੱਕੀ ਦਾ ਮੁੱਖ ਅਧਾਰ ਹੈ। ਉਨ੍ਹਾਂ ਨੇ ਕਿਹਾ ਕਿ ਸਰਕਾਰ ਵੱਲੋਂ ਪਿੰਡਾਂ ਅਤੇ ਸ਼ਹਿਰਾਂ ਦੇ ਵਿਕਾਸ ਲਈ ਲਗਾਤਾਰ ਉਪਰਾਲੇ ਕੀਤੇ ਜਾ ਰਹੇ ਹਨ ਅਤੇ ਆਉਣ ਵਾਲੇ ਸਮੇਂ ਵਿੱਚ ਹੋਰ ਵੀ ਪ੍ਰੋਜੈਕਟ ਸ਼ੁਰੂ ਕੀਤੇ ਜਾਣਗੇ। ਇਸ ਮੌਕੇ ਪ੍ਰਬੰਧਕਾਂ ਵੱਲੋਂ ਮਹਿਮਾਨਾਂ ਦਾ ਸਨਮਾਨ ਵੀ ਕੀਤਾ ਗਿਆ ਅਤੇ ਵੱਖ ਵੱਖ ਸੰਸਥਾਵਾਂ ਦੇ ਨੁਮਾਇੰਦਿਆਂ ਨੇ ਆਪਣੇ ਵਿਚਾਰ ਸਾਂਝੇ ਕੀਤੇ। bbox=[2, 415, 49, 451]
photo-3 bbox=[154, 16, 228, 60]
photo-2 bbox=[67, 31, 150, 71]
photo-15 bbox=[75, 364, 150, 406]
article-text: ਪੰਜਾਬ ਟਾਈਮਜ਼ ਬਿਊਰੋ। ਇਲਾਕੇ ਵਿੱਚ ਕਰਵਾਏ ਗਏ ਸਮਾਗਮ ਦੌਰਾਨ ਮੁੱਖ ਮਹਿਮਾਨ ਨੇ ਵਿਦਿਆਰਥੀਆਂ ਅਤੇ ਹਾਜ਼ਰ ਲੋਕਾਂ ਨੂੰ ਸੰਬੋਧਨ ਕਰਦਿਆਂ ਕਿਹਾ ਕਿ ਸਿੱਖਿਆ ਹੀ ਸਮਾਜ ਦੀ ਤਰੱਕੀ ਦਾ ਮੁੱਖ ਅਧਾਰ ਹੈ। ਉਨ੍ਹਾਂ ਨੇ ਕਿਹਾ ਕਿ ਸਰਕਾਰ ਵੱਲੋਂ ਪਿੰਡਾਂ ਅਤੇ ਸ਼ਹਿਰਾਂ ਦੇ ਵਿਕਾਸ ਲਈ ਲਗਾਤਾਰ ਉਪਰਾਲੇ ਕੀਤੇ ਜਾ ਰਹੇ ਹਨ ਅਤੇ ਆਉਣ ਵਾਲੇ ਸਮੇਂ ਵਿੱਚ ਹੋਰ ਵੀ ਪ੍ਰੋਜੈਕਟ ਸ਼ੁਰੂ ਕੀਤੇ ਜਾਣਗੇ। ਇਸ ਮੌਕੇ ਪ੍ਰਬੰਧਕਾਂ ਵੱਲੋਂ ਮਹਿਮਾਨਾਂ ਦਾ ਸਨਮਾਨ ਵੀ ਕੀਤਾ ਗਿਆ ਅਤੇ ਵੱਖ ਵੱਖ ਸੰਸਥਾਵਾਂ ਦੇ ਨੁਮਾਇੰਦਿਆਂ ਨੇ ਆਪਣੇ ਵਿਚਾਰ ਸਾਂਝੇ ਕੀਤੇ। ਸਮਾਗਮ ਦੇ ਅੰਤ ਵਿੱਚ ਸਭ ਦਾ ਧੰਨਵਾਦ ਕੀਤਾ ਗਿਆ। bbox=[230, 79, 266, 132]
article-text: ਪੰਜਾਬ ਟਾਈਮਜ਼ ਬਿਊਰੋ। ਇਲਾਕੇ ਵਿੱਚ ਕਰਵਾਏ ਗਏ ਸਮਾਗਮ ਦੌਰਾਨ ਮੁੱਖ ਮਹਿਮਾਨ ਨੇ ਵਿਦਿਆਰਥੀਆਂ ਅਤੇ ਹਾਜ਼ਰ ਲੋਕਾਂ ਨੂੰ ਸੰਬੋਧਨ ਕਰਦਿਆਂ ਕਿਹਾ ਕਿ ਸਿੱਖਿਆ ਹੀ ਸਮਾਜ ਦੀ ਤਰੱਕੀ ਦਾ ਮੁੱਖ ਅਧਾਰ ਹੈ। ਉਨ੍ਹਾਂ ਨੇ ਕਿਹਾ ਕਿ ਸਰਕਾਰ ਵੱਲੋਂ ਪਿੰਡਾਂ ਅਤੇ ਸ਼ਹਿਰਾਂ ਦੇ ਵਿਕਾਸ ਲਈ ਲਗਾਤਾਰ ਉਪਰਾਲੇ ਕੀਤੇ ਜਾ ਰਹੇ ਹਨ ਅਤੇ ਆਉਣ ਵਾਲੇ ਸਮੇਂ ਵਿੱਚ ਹੋਰ ਵੀ ਪ੍ਰੋਜੈਕਟ ਸ਼ੁਰੂ ਕੀਤੇ ਜਾਣਗੇ। ਇਸ ਮੌਕੇ ਪ੍ਰਬੰਧਕਾਂ ਵੱਲੋਂ ਮਹਿਮਾਨਾਂ ਦਾ ਸਨਮਾਨ ਵੀ ਕੀਤਾ ਗਿਆ ਅਤੇ ਵੱਖ ਵੱਖ ਸੰਸਥਾਵਾਂ ਦੇ ਨੁਮਾਇੰਦਿਆਂ ਨੇ ਆਪਣੇ ਵਿਚਾਰ ਸਾਂਝੇ ਕੀਤੇ। ਸਮਾਗਮ ਦੇ ਅੰਤ ਵਿੱਚ ਸਭ ਦਾ ਧੰਨਵਾਦ ਕੀਤਾ ਗਿਆ। bbox=[313, 199, 354, 245]
ad-name: ਗੁਰਪ੍ਰੀਤ ਸਿੰਘ bbox=[228, 566, 252, 571]
article-text: ਪੰਜਾਬ ਟਾਈਮਜ਼ ਬਿਊਰੋ। ਇਲਾਕੇ ਵਿੱਚ ਕਰਵਾਏ ਗਏ ਸਮਾਗਮ ਦੌਰਾਨ ਮੁੱਖ ਮਹਿਮਾਨ ਨੇ ਵਿਦਿਆਰਥੀਆਂ ਅਤੇ ਹਾਜ਼ਰ ਲੋਕਾਂ ਨੂੰ ਸੰਬੋਧਨ ਕਰਦਿਆਂ ਕਿਹਾ ਕਿ ਸਿੱਖਿਆ ਹੀ ਸਮਾਜ ਦੀ ਤਰੱਕੀ ਦਾ ਮੁੱਖ ਅਧਾਰ ਹੈ। ਉਨ੍ਹਾਂ ਨੇ ਕਿਹਾ ਕਿ ਸਰਕਾਰ ਵੱਲੋਂ ਪਿੰਡਾਂ ਅਤੇ ਸ਼ਹਿਰਾਂ ਦੇ ਵਿਕਾਸ ਲਈ bbox=[270, 326, 310, 348]
article-text: ਪੰਜਾਬ ਟਾਈਮਜ਼ ਬਿਊਰੋ। ਇਲਾਕੇ ਵਿੱਚ ਕਰਵਾਏ ਗਏ ਸਮਾਗਮ ਦੌਰਾਨ ਮੁੱਖ ਮਹਿਮਾਨ ਨੇ ਵਿਦਿਆਰਥੀਆਂ ਅਤੇ ਹਾਜ਼ਰ ਲੋਕਾਂ ਨੂੰ ਸੰਬੋਧਨ ਕਰਦਿਆਂ ਕਿਹਾ ਕਿ ਸਿੱਖਿਆ ਹੀ ਸਮਾਜ ਦੀ ਤਰੱਕੀ ਦਾ ਮੁੱਖ ਅਧਾਰ ਹੈ। ਉਨ੍ਹਾਂ ਨੇ ਕਿਹਾ ਕਿ ਸਰਕਾਰ ਵੱਲੋਂ ਪਿੰਡਾਂ ਅਤੇ ਸ਼ਹਿਰਾਂ ਦੇ ਵਿਕਾਸ bbox=[270, 443, 398, 450]
article-text: ਪੰਜਾਬ ਟਾਈਮਜ਼ ਬਿਊਰੋ। ਇਲਾਕੇ ਵਿੱਚ ਕਰਵਾਏ ਗਏ ਸਮਾਗਮ ਦੌਰਾਨ ਮੁੱਖ ਮਹਿਮਾਨ ਨੇ ਵਿਦਿਆਰਥੀਆਂ ਅਤੇ ਹਾਜ਼ਰ ਲੋਕਾਂ ਨੂੰ ਸੰਬੋਧਨ ਕਰਦਿਆਂ ਕਿਹਾ ਕਿ ਸਿੱਖਿਆ ਹੀ ਸਮਾਜ ਦੀ ਤਰੱਕੀ ਦਾ ਮੁੱਖ ਅਧਾਰ ਹੈ। ਉਨ੍ਹਾਂ ਨੇ ਕਿਹਾ ਕਿ ਸਰਕਾਰ ਵੱਲੋਂ ਪਿੰਡਾਂ ਅਤੇ ਸ਼ਹਿਰਾਂ ਦੇ ਵਿਕਾਸ ਲਈ ਲਗਾਤਾਰ ਉਪਰਾਲੇ ਕੀਤੇ ਜਾ ਰਹੇ ਹਨ ਅਤੇ ਆਉਣ ਵਾਲੇ ਸਮੇਂ ਵਿੱਚ ਹੋਰ ਵੀ ਪ੍ਰੋਜੈਕਟ ਸ਼ੁਰੂ ਕੀਤੇ ਜਾਣਗੇ। ਇਸ ਮੌਕੇ ਪ੍ਰਬੰਧਕਾਂ ਵੱਲੋਂ ਮਹਿਮਾਨਾਂ ਦਾ ਸਨਮਾਨ ਵੀ ਕੀਤਾ ਗਿਆ ਅਤੇ ਵੱਖ ਵੱਖ ਸੰਸਥਾਵਾਂ ਦੇ ਨੁਮਾਇੰਦਿਆਂ ਨੇ ਆਪਣੇ ਵਿਚਾਰ ਸਾਂਝੇ ਕੀਤੇ। ਸਮਾਗਮ ਦੇ ਅੰਤ ਵਿੱਚ ਸਭ ਦਾ ਧੰਨਵਾਦ ਕੀਤਾ ਗਿਆ। bbox=[217, 457, 266, 493]
edition-label: ਜੀ.ਟੀ. ਵਿਸ਼ੇਸ਼ bbox=[186, 2, 222, 10]
article-text: ਪੰਜਾਬ ਟਾਈਮਜ਼ ਬਿਊਰੋ। ਇਲਾਕੇ ਵਿੱਚ ਕਰਵਾਏ ਗਏ ਸਮਾਗਮ ਦੌਰਾਨ ਮੁੱਖ ਮਹਿਮਾਨ ਨੇ ਵਿਦਿਆਰਥੀਆਂ ਅਤੇ ਹਾਜ਼ਰ ਲੋਕਾਂ ਨੂੰ ਸੰਬੋਧਨ ਕਰਦਿਆਂ ਕਿਹਾ ਕਿ ਸਿੱਖਿਆ ਹੀ ਸਮਾਜ ਦੀ ਤਰੱਕੀ ਦਾ ਮੁੱਖ ਅਧਾਰ ਹੈ। ਉਨ੍ਹਾਂ ਨੇ ਕਿਹਾ ਕਿ ਸਰਕਾਰ ਵੱਲੋਂ ਪਿੰਡਾਂ ਅਤੇ ਸ਼ਹਿਰਾਂ ਦੇ ਵਿਕਾਸ ਲਈ ਲਗਾਤਾਰ ਉਪਰਾਲੇ ਕੀਤੇ ਜਾ ਰਹੇ ਹਨ ਅਤੇ ਆਉਣ ਵਾਲੇ ਸਮੇਂ ਵਿੱਚ ਹੋਰ ਵੀ ਪ੍ਰੋਜੈਕਟ ਸ਼ੁਰੂ ਕੀਤੇ ਜਾਣਗੇ। ਇਸ ਮੌਕੇ ਪ੍ਰਬੰਧਕਾਂ ਵੱਲੋਂ ਮਹਿਮਾਨਾਂ ਦਾ ਸਨਮਾਨ ਵੀ ਕੀਤਾ ਗਿਆ ਅਤੇ ਵੱਖ ਵੱਖ ਸੰਸਥਾਵਾਂ ਦੇ ਨੁਮਾਇੰਦਿਆਂ ਨੇ ਆਪਣੇ ਵਿਚਾਰ ਸਾਂਝੇ ਕੀਤੇ। ਸਮਾਗਮ ਦੇ ਅੰਤ ਵਿੱਚ ਸਭ ਦਾ ਧੰਨਵਾਦ ਕੀਤਾ ਗਿਆ। bbox=[192, 79, 227, 135]
ad-name: ਹਰਜੀਤ ਕੌਰ bbox=[342, 583, 360, 588]
brand-title: ਪੰਜਾਬ ਟਾਈਮਜ਼ bbox=[6, 1, 58, 11]
headline-7: ਹਲਕਾ ਵਿਧਾਇਕ ਰੁਪਿੰਦਰ ਨੇ ਇਲਾਕੇ ਦੇ ਆਸਰੂਨਾਂ ਨਾਲ ਕੀਤੀ bbox=[2, 262, 134, 269]
byline-tag: ਪੰਜਾਬ ਟਾਈਮਜ਼ bbox=[4, 409, 22, 413]
photo-12 bbox=[154, 262, 204, 296]
byline-tag: ਪੰਜਾਬ ਟਾਈਮਜ਼ bbox=[4, 272, 22, 276]
date-info: Daily PUNJAB TIMES Jalandhar ਐਤਵਾਰ, 3 ਅਗਸਤ, 2022 bbox=[248, 3, 378, 9]
article-text: ਪੰਜਾਬ ਟਾਈਮਜ਼ ਬਿਊਰੋ। ਇਲਾਕੇ ਵਿੱਚ ਕਰਵਾਏ ਗਏ ਸਮਾਗਮ ਦੌਰਾਨ ਮੁੱਖ ਮਹਿਮਾਨ ਨੇ ਵਿਦਿਆਰਥੀਆਂ ਅਤੇ ਹਾਜ਼ਰ ਲੋਕਾਂ ਨੂੰ ਸੰਬੋਧਨ ਕਰਦਿਆਂ ਕਿਹਾ ਕਿ ਸਿੱਖਿਆ ਹੀ ਸਮਾਜ ਦੀ ਤਰੱਕੀ ਦਾ ਮੁੱਖ ਅਧਾਰ ਹੈ। ਉਨ੍ਹਾਂ ਨੇ ਕਿਹਾ ਕਿ ਸਰਕਾਰ ਵੱਲੋਂ ਪਿੰਡਾਂ ਅਤੇ ਸ਼ਹਿਰਾਂ ਦੇ ਵਿਕਾਸ ਲਈ ਲਗਾਤਾਰ ਉਪਰਾਲੇ ਕੀਤੇ ਜਾ ਰਹੇ ਹਨ ਅਤੇ ਆਉਣ ਵਾਲੇ ਸਮੇਂ ਵਿੱਚ ਹੋਰ ਵੀ ਪ੍ਰੋਜੈਕਟ ਸ਼ੁਰੂ ਕੀਤੇ ਜਾਣਗੇ। ਇਸ ਮੌਕੇ ਪ੍ਰਬੰਧਕਾਂ ਵੱਲੋਂ ਮਹਿਮਾਨਾਂ ਦਾ ਸਨਮਾਨ ਵੀ ਕੀਤਾ ਗਿਆ ਅਤੇ ਵੱਖ ਵੱਖ ਸੰਸਥਾਵਾਂ ਦੇ ਨੁਮਾਇੰਦਿਆਂ ਨੇ ਆਪਣੇ ਵਿਚਾਰ ਸਾਂਝੇ ਕੀਤੇ। ਸਮਾਗਮ ਦੇ ਅੰਤ ਵਿੱਚ ਸਭ ਦਾ ਧੰਨਵਾਦ ਕੀਤਾ bbox=[154, 205, 189, 256]
tribute-ad-2 bbox=[212, 539, 268, 575]
portrait bbox=[173, 543, 191, 563]
article-text: ਪੰਜਾਬ ਟਾਈਮਜ਼ ਬਿਊਰੋ। ਇਲਾਕੇ ਵਿੱਚ ਕਰਵਾਏ ਗਏ ਸਮਾਗਮ ਦੌਰਾਨ ਮੁੱਖ ਮਹਿਮਾਨ ਨੇ ਵਿਦਿਆਰਥੀਆਂ ਅਤੇ ਹਾਜ਼ਰ ਲੋਕਾਂ ਨੂੰ ਸੰਬੋਧਨ ਕਰਦਿਆਂ ਕਿਹਾ ਕਿ ਸਿੱਖਿਆ ਹੀ ਸਮਾਜ ਦੀ ਤਰੱਕੀ ਦਾ ਮੁੱਖ ਅਧਾਰ ਹੈ। ਉਨ੍ਹਾਂ ਨੇ ਕਿਹਾ ਕਿ ਸਰਕਾਰ ਵੱਲੋਂ ਪਿੰਡਾਂ ਅਤੇ ਸ਼ਹਿਰਾਂ ਦੇ ਵਿਕਾਸ ਲਈ ਲਗਾਤਾਰ ਉਪਰਾਲੇ ਕੀਤੇ ਜਾ ਰਹੇ ਹਨ ਅਤੇ ਆਉਣ ਵਾਲੇ ਸਮੇਂ ਵਿੱਚ ਹੋਰ ਵੀ ਪ੍ਰੋਜੈਕਟ ਸ਼ੁਰੂ ਕੀਤੇ ਜਾਣਗੇ। ਇਸ ਮੌਕੇ ਪ੍ਰਬੰਧਕਾਂ ਵੱਲੋਂ ਮਹਿਮਾਨਾਂ ਦਾ ਸਨਮਾਨ ਵੀ ਕੀਤਾ ਗਿਆ ਅਤੇ ਵੱਖ ਵੱਖ ਸੰਸਥਾਵਾਂ ਦੇ ਨੁਮਾਇੰਦਿਆਂ ਨੇ ਆਪਣੇ ਵਿਚਾਰ bbox=[65, 159, 106, 197]
article-text: ਪੰਜਾਬ ਟਾਈਮਜ਼ ਬਿਊਰੋ। ਇਲਾਕੇ ਵਿੱਚ ਕਰਵਾਏ ਗਏ ਸਮਾਗਮ ਦੌਰਾਨ ਮੁੱਖ ਮਹਿਮਾਨ ਨੇ ਵਿਦਿਆਰਥੀਆਂ ਅਤੇ ਹਾਜ਼ਰ ਲੋਕਾਂ ਨੂੰ ਸੰਬੋਧਨ ਕਰਦਿਆਂ ਕਿਹਾ ਕਿ ਸਿੱਖਿਆ ਹੀ ਸਮਾਜ ਦੀ ਤਰੱਕੀ ਦਾ ਮੁੱਖ ਅਧਾਰ ਹੈ। ਉਨ੍ਹਾਂ ਨੇ ਕਿਹਾ ਕਿ ਸਰਕਾਰ ਵੱਲੋਂ ਪਿੰਡਾਂ ਅਤੇ ਸ਼ਹਿਰਾਂ ਦੇ ਵਿਕਾਸ ਲਈ ਲਗਾਤਾਰ ਉਪਰਾਲੇ ਕੀਤੇ ਜਾ ਰਹੇ ਹਨ ਅਤੇ ਆਉਣ ਵਾਲੇ ਸਮੇਂ ਵਿੱਚ ਹੋਰ ਵੀ ਪ੍ਰੋਜੈਕਟ ਸ਼ੁਰੂ ਕੀਤੇ ਜਾਣਗੇ। ਇਸ ਮੌਕੇ ਪ੍ਰਬੰਧਕਾਂ ਵੱਲੋਂ ਮਹਿਮਾਨਾਂ ਦਾ ਸਨਮਾਨ ਵੀ ਕੀਤਾ ਗਿਆ ਅਤੇ ਵੱਖ ਵੱਖ ਸੰਸਥਾਵਾਂ ਦੇ ਨੁਮਾਇੰਦਿਆਂ ਨੇ ਆਪਣੇ ਵਿਚਾਰ ਸਾਂਝੇ ਕੀਤੇ। ਸਮਾਗਮ ਦੇ ਅੰਤ ਵਿੱਚ ਸਭ ਦਾ ਧੰਨਵਾਦ ਕੀਤਾ ਗਿਆ। bbox=[313, 512, 354, 558]
photo-10 bbox=[331, 160, 398, 196]
photo-19 bbox=[325, 409, 398, 441]
article-text: ਪੰਜਾਬ ਟਾਈਮਜ਼ ਬਿਊਰੋ। ਇਲਾਕੇ ਵਿੱਚ ਕਰਵਾਏ ਗਏ ਸਮਾਗਮ ਦੌਰਾਨ ਮੁੱਖ ਮਹਿਮਾਨ ਨੇ ਵਿਦਿਆਰਥੀਆਂ ਅਤੇ ਹਾਜ਼ਰ ਲੋਕਾਂ ਨੂੰ ਸੰਬੋਧਨ ਕਰਦਿਆਂ ਕਿਹਾ ਕਿ ਸਿੱਖਿਆ ਹੀ ਸਮਾਜ ਦੀ ਤਰੱਕੀ ਦਾ ਮੁੱਖ ਅਧਾਰ ਹੈ। ਉਨ੍ਹਾਂ ਨੇ ਕਿਹਾ ਕਿ ਸਰਕਾਰ ਵੱਲੋਂ ਪਿੰਡਾਂ ਅਤੇ ਸ਼ਹਿਰਾਂ ਦੇ ਵਿਕਾਸ ਲਈ ਲਗਾਤਾਰ ਉਪਰਾਲੇ ਕੀਤੇ ਜਾ ਰਹੇ ਹਨ ਅਤੇ ਆਉਣ ਵਾਲੇ ਸਮੇਂ ਵਿੱਚ ਹੋਰ ਵੀ ਪ੍ਰੋਜੈਕਟ ਸ਼ੁਰੂ ਕੀਤੇ ਜਾਣਗੇ। ਇਸ ਮੌਕੇ ਪ੍ਰਬੰਧਕਾਂ ਵੱਲੋਂ ਮਹਿਮਾਨਾਂ ਦਾ ਸਨਮਾਨ ਵੀ ਕੀਤਾ ਗਿਆ ਅਤੇ ਵੱਖ ਵੱਖ ਸੰਸਥਾਵਾਂ ਦੇ ਨੁਮਾਇੰਦਿਆਂ ਨੇ ਆਪਣੇ ਵਿਚਾਰ ਸਾਂਝੇ ਕੀਤੇ। ਸਮਾਗਮ ਦੇ ਅੰਤ ਵਿੱਚ ਸਭ ਦਾ ਧੰਨਵਾਦ ਕੀਤਾ ਗਿਆ। bbox=[2, 522, 49, 565]
photo-14 bbox=[2, 364, 72, 406]
photo-13 bbox=[270, 284, 336, 318]
article-text: ਪੰਜਾਬ ਟਾਈਮਜ਼ ਬਿਊਰੋ। ਇਲਾਕੇ ਵਿੱਚ ਕਰਵਾਏ ਗਏ ਸਮਾਗਮ ਦੌਰਾਨ ਮੁੱਖ ਮਹਿਮਾਨ ਨੇ ਵਿਦਿਆਰਥੀਆਂ ਅਤੇ ਹਾਜ਼ਰ ਲੋਕਾਂ ਨੂੰ ਸੰਬੋਧਨ ਕਰਦਿਆਂ ਕਿਹਾ ਕਿ ਸਿੱਖਿਆ ਹੀ ਸਮਾਜ ਦੀ ਤਰੱਕੀ ਦਾ ਮੁੱਖ ਅਧਾਰ ਹੈ। ਉਨ੍ਹਾਂ ਨੇ ਕਿਹਾ ਕਿ ਸਰਕਾਰ ਵੱਲੋਂ ਪਿੰਡਾਂ ਅਤੇ ਸ਼ਹਿਰਾਂ ਦੇ ਵਿਕਾਸ ਲਈ ਲਗਾਤਾਰ ਉਪਰਾਲੇ ਕੀਤੇ ਜਾ ਰਹੇ ਹਨ ਅਤੇ ਆਉਣ ਵਾਲੇ ਸਮੇਂ ਵਿੱਚ ਹੋਰ ਵੀ ਪ੍ਰੋਜੈਕਟ ਸ਼ੁਰੂ ਕੀਤੇ ਜਾਣਗੇ। ਇਸ ਮੌਕੇ ਪ੍ਰਬੰਧਕਾਂ ਵੱਲੋਂ ਮਹਿਮਾਨਾਂ ਦਾ ਸਨਮਾਨ ਵੀ ਕੀਤਾ ਗਿਆ ਅਤੇ ਵੱਖ ਵੱਖ ਸੰਸਥਾਵਾਂ ਦੇ ਨੁਮਾਇੰਦਿਆਂ ਨੇ ਆਪਣੇ ਵਿਚਾਰ ਸਾਂਝੇ ਕੀਤੇ। ਸਮਾਗਮ ਦੇ ਅੰਤ ਵਿੱਚ ਸਭ ਦਾ ਧੰਨਵਾਦ ਕੀਤਾ ਗਿਆ। bbox=[2, 80, 49, 123]
article-text: ਪੰਜਾਬ ਟਾਈਮਜ਼ ਬਿਊਰੋ। ਇਲਾਕੇ ਵਿੱਚ ਕਰਵਾਏ ਗਏ ਸਮਾਗਮ ਦੌਰਾਨ ਮੁੱਖ ਮਹਿਮਾਨ ਨੇ ਵਿਦਿਆਰਥੀਆਂ ਅਤੇ ਹਾਜ਼ਰ ਲੋਕਾਂ ਨੂੰ ਸੰਬੋਧਨ ਕਰਦਿਆਂ ਕਿਹਾ ਕਿ ਸਿੱਖਿਆ ਹੀ ਸਮਾਜ ਦੀ ਤਰੱਕੀ ਦਾ ਮੁੱਖ ਅਧਾਰ ਹੈ। ਉਨ੍ਹਾਂ ਨੇ ਕਿਹਾ ਕਿ ਸਰਕਾਰ ਵੱਲੋਂ ਪਿੰਡਾਂ ਅਤੇ ਸ਼ਹਿਰਾਂ ਦੇ ਵਿਕਾਸ ਲਈ ਲਗਾਤਾਰ ਉਪਰਾਲੇ ਕੀਤੇ ਜਾ ਰਹੇ ਹਨ ਅਤੇ ਆਉਣ ਵਾਲੇ ਸਮੇਂ ਵਿੱਚ ਹੋਰ ਵੀ ਪ੍ਰੋਜੈਕਟ ਸ਼ੁਰੂ ਕੀਤੇ ਜਾਣਗੇ। ਇਸ ਮੌਕੇ ਪ੍ਰਬੰਧਕਾਂ ਵੱਲੋਂ ਮਹਿਮਾਨਾਂ ਦਾ ਸਨਮਾਨ ਵੀ ਕੀਤਾ ਗਿਆ ਅਤੇ ਵੱਖ ਵੱਖ ਸੰਸਥਾਵਾਂ ਦੇ ਨੁਮਾਇੰਦਿਆਂ ਨੇ ਆਪਣੇ ਵਿਚਾਰ ਸਾਂਝੇ ਕੀਤੇ। ਸਮਾਗਮ ਦੇ ਅੰਤ ਵਿੱਚ ਸਭ ਦਾ ਧੰਨਵਾਦ ਕੀਤਾ ਗਿਆ। bbox=[52, 200, 99, 243]
photo-9 bbox=[270, 160, 328, 196]
article-text: ਪੰਜਾਬ ਟਾਈਮਜ਼ ਬਿਊਰੋ। ਇਲਾਕੇ ਵਿੱਚ ਕਰਵਾਏ ਗਏ ਸਮਾਗਮ ਦੌਰਾਨ ਮੁੱਖ ਮਹਿਮਾਨ ਨੇ ਵਿਦਿਆਰਥੀਆਂ ਅਤੇ ਹਾਜ਼ਰ ਲੋਕਾਂ ਨੂੰ ਸੰਬੋਧਨ ਕਰਦਿਆਂ ਕਿਹਾ ਕਿ ਸਿੱਖਿਆ ਹੀ ਸਮਾਜ ਦੀ ਤਰੱਕੀ ਦਾ ਮੁੱਖ ਅਧਾਰ ਹੈ। ਉਨ੍ਹਾਂ ਨੇ ਕਿਹਾ ਕਿ ਸਰਕਾਰ ਵੱਲੋਂ ਪਿੰਡਾਂ ਅਤੇ ਸ਼ਹਿਰਾਂ ਦੇ ਵਿਕਾਸ ਲਈ ਲਗਾਤਾਰ ਉਪਰਾਲੇ ਕੀਤੇ ਜਾ ਰਹੇ ਹਨ ਅਤੇ ਆਉਣ ਵਾਲੇ ਸਮੇਂ ਵਿੱਚ ਹੋਰ ਵੀ ਪ੍ਰੋਜੈਕਟ ਸ਼ੁਰੂ ਕੀਤੇ ਜਾਣਗੇ। ਇਸ ਮੌਕੇ ਪ੍ਰਬੰਧਕਾਂ ਵੱਲੋਂ ਮਹਿਮਾਨਾਂ ਦਾ ਸਨਮਾਨ ਵੀ ਕੀਤਾ ਗਿਆ ਅਤੇ ਵੱਖ ਵੱਖ ਸੰਸਥਾਵਾਂ ਦੇ ਨੁਮਾਇੰਦਿਆਂ ਨੇ ਆਪਣੇ ਵਿਚਾਰ ਸਾਂਝੇ ਕੀਤੇ। ਸਮਾਗਮ ਦੇ ਅੰਤ ਵਿੱਚ ਸਭ ਦਾ bbox=[230, 299, 266, 348]
photo-1 bbox=[2, 31, 65, 71]
article-text: ਪੰਜਾਬ ਟਾਈਮਜ਼ ਬਿਊਰੋ। ਇਲਾਕੇ ਵਿੱਚ ਕਰਵਾਏ ਗਏ ਸਮਾਗਮ ਦੌਰਾਨ ਮੁੱਖ ਮਹਿਮਾਨ ਨੇ ਵਿਦਿਆਰਥੀਆਂ ਅਤੇ ਹਾਜ਼ਰ ਲੋਕਾਂ ਨੂੰ ਸੰਬੋਧਨ ਕਰਦਿਆਂ ਕਿਹਾ ਕਿ ਸਿੱਖਿਆ ਹੀ ਸਮਾਜ ਦੀ ਤਰੱਕੀ ਦਾ ਮੁੱਖ ਅਧਾਰ ਹੈ। ਉਨ੍ਹਾਂ ਨੇ ਕਿਹਾ ਕਿ ਸਰਕਾਰ ਵੱਲੋਂ ਪਿੰਡਾਂ ਅਤੇ ਸ਼ਹਿਰਾਂ ਦੇ ਵਿਕਾਸ ਲਈ ਲਗਾਤਾਰ ਉਪਰਾਲੇ ਕੀਤੇ ਜਾ ਰਹੇ ਹਨ ਅਤੇ ਆਉਣ ਵਾਲੇ ਸਮੇਂ ਵਿੱਚ ਹੋਰ ਵੀ ਪ੍ਰੋਜੈਕਟ ਸ਼ੁਰੂ ਕੀਤੇ ਜਾਣਗੇ। ਇਸ ਮੌਕੇ ਪ੍ਰਬੰਧਕਾਂ ਵੱਲੋਂ ਮਹਿਮਾਨਾਂ ਦਾ ਸਨਮਾਨ ਵੀ ਕੀਤਾ ਗਿਆ ਅਤੇ ਵੱਖ ਵੱਖ ਸੰਸਥਾਵਾਂ ਦੇ ਨੁਮਾਇੰਦਿਆਂ ਨੇ ਆਪਣੇ ਵਿਚਾਰ ਸਾਂਝੇ ਕੀਤੇ। ਸਮਾਗਮ ਦੇ ਅੰਤ ਵਿੱਚ ਸਭ ਦਾ ਧੰਨਵਾਦ ਕੀਤਾ ਗਿਆ। bbox=[333, 354, 398, 384]
tribute-ad-3 bbox=[313, 569, 400, 610]
article-text: ਪੰਜਾਬ ਟਾਈਮਜ਼ ਬਿਊਰੋ। ਇਲਾਕੇ ਵਿੱਚ ਕਰਵਾਏ ਗਏ ਸਮਾਗਮ ਦੌਰਾਨ ਮੁੱਖ ਮਹਿਮਾਨ ਨੇ ਵਿਦਿਆਰਥੀਆਂ ਅਤੇ ਹਾਜ਼ਰ ਲੋਕਾਂ ਨੂੰ ਸੰਬੋਧਨ ਕਰਦਿਆਂ ਕਿਹਾ ਕਿ ਸਿੱਖਿਆ ਹੀ ਸਮਾਜ ਦੀ ਤਰੱਕੀ ਦਾ ਮੁੱਖ ਅਧਾਰ ਹੈ। ਉਨ੍ਹਾਂ ਨੇ ਕਿਹਾ ਕਿ ਸਰਕਾਰ ਵੱਲੋਂ ਪਿੰਡਾਂ ਅਤੇ ਸ਼ਹਿਰਾਂ ਦੇ ਵਿਕਾਸ ਲਈ ਲਗਾਤਾਰ ਉਪਰਾਲੇ ਕੀਤੇ ਜਾ ਰਹੇ ਹਨ ਅਤੇ ਆਉਣ ਵਾਲੇ ਸਮੇਂ ਵਿੱਚ ਹੋਰ ਵੀ ਪ੍ਰੋਜੈਕਟ ਸ਼ੁਰੂ ਕੀਤੇ ਜਾਣਗੇ। ਇਸ ਮੌਕੇ ਪ੍ਰਬੰਧਕਾਂ ਵੱਲੋਂ ਮਹਿਮਾਨਾਂ ਦਾ ਸਨਮਾਨ ਵੀ ਕੀਤਾ ਗਿਆ ਅਤੇ ਵੱਖ ਵੱਖ ਸੰਸਥਾਵਾਂ ਦੇ ਨੁਮਾਇੰਦਿਆਂ ਨੇ ਆਪਣੇ ਵਿਚਾਰ ਸਾਂਝੇ ਕੀਤੇ। ਸਮਾਗਮ bbox=[154, 299, 189, 348]
article-text: ਪੰਜਾਬ ਟਾਈਮਜ਼ ਬਿਊਰੋ। ਇਲਾਕੇ ਵਿੱਚ ਕਰਵਾਏ ਗਏ ਸਮਾਗਮ ਦੌਰਾਨ ਮੁੱਖ ਮਹਿਮਾਨ ਨੇ ਵਿਦਿਆਰਥੀਆਂ ਅਤੇ ਹਾਜ਼ਰ ਲੋਕਾਂ ਨੂੰ ਸੰਬੋਧਨ ਕਰਦਿਆਂ ਕਿਹਾ ਕਿ ਸਿੱਖਿਆ ਹੀ ਸਮਾਜ ਦੀ ਤਰੱਕੀ ਦਾ ਮੁੱਖ ਅਧਾਰ ਹੈ। ਉਨ੍ਹਾਂ ਨੇ ਕਿਹਾ ਕਿ ਸਰਕਾਰ ਵੱਲੋਂ ਪਿੰਡਾਂ ਅਤੇ ਸ਼ਹਿਰਾਂ ਦੇ ਵਿਕਾਸ ਲਈ ਲਗਾਤਾਰ ਉਪਰਾਲੇ ਕੀਤੇ ਜਾ ਰਹੇ ਹਨ ਅਤੇ ਆਉਣ ਵਾਲੇ ਸਮੇਂ ਵਿੱਚ ਹੋਰ ਵੀ ਪ੍ਰੋਜੈਕਟ ਸ਼ੁਰੂ ਕੀਤੇ ਜਾਣਗੇ। ਇਸ ਮੌਕੇ ਪ੍ਰਬੰਧਕਾਂ ਵੱਲੋਂ ਮਹਿਮਾਨਾਂ ਦਾ ਸਨਮਾਨ ਵੀ ਕੀਤਾ ਗਿਆ ਅਤੇ ਵੱਖ ਵੱਖ ਸੰਸਥਾਵਾਂ ਦੇ ਨੁਮਾਇੰਦਿਆਂ ਨੇ ਆਪਣੇ ਵਿਚਾਰ ਸਾਂਝੇ ਕੀਤੇ। ਸਮਾਗਮ ਦੇ ਅੰਤ ਵਿੱਚ ਸਭ ਦਾ ਧੰਨਵਾਦ ਕੀਤਾ ਗਿਆ। bbox=[154, 576, 266, 593]
photo-8 bbox=[211, 160, 266, 196]
headline-3: ਉਚ ਵਜ਼ੀਫਾ ਪ੍ਰੀਖਿਆ ਦੇ ਲੋਕ ਰੱਖਿਆ ਕੀ ਸੰਭਾਵਨਾਵਾਂ 'ਤੇ ਨਿੱਜੀ ਵਿਦਿਆਰਥੀ ਪ੍ਰਾਪਤੀ bbox=[154, 63, 250, 77]
byline-tag: ਪੰਜਾਬ ਟਾਈਮਜ਼ bbox=[4, 516, 22, 520]
article-text: ਪੰਜਾਬ ਟਾਈਮਜ਼ ਬਿਊਰੋ। ਇਲਾਕੇ ਵਿੱਚ ਕਰਵਾਏ ਗਏ ਸਮਾਗਮ ਦੌਰਾਨ ਮੁੱਖ ਮਹਿਮਾਨ ਨੇ ਵਿਦਿਆਰਥੀਆਂ ਅਤੇ ਹਾਜ਼ਰ ਲੋਕਾਂ ਨੂੰ ਸੰਬੋਧਨ ਕਰਦਿਆਂ ਕਿਹਾ ਕਿ ਸਿੱਖਿਆ ਹੀ ਸਮਾਜ ਦੀ ਤਰੱਕੀ ਦਾ ਮੁੱਖ ਅਧਾਰ ਹੈ। ਉਨ੍ਹਾਂ ਨੇ ਕਿਹਾ ਕਿ ਸਰਕਾਰ ਵੱਲੋਂ ਪਿੰਡਾਂ ਅਤੇ ਸ਼ਹਿਰਾਂ ਦੇ ਵਿਕਾਸ ਲਈ ਲਗਾਤਾਰ ਉਪਰਾਲੇ ਕੀਤੇ ਜਾ ਰਹੇ ਹਨ ਅਤੇ ਆਉਣ ਵਾਲੇ ਸਮੇਂ ਵਿੱਚ ਹੋਰ ਵੀ ਪ੍ਰੋਜੈਕਟ ਸ਼ੁਰੂ ਕੀਤੇ ਜਾਣਗੇ। bbox=[357, 320, 398, 348]
article-text: ਪੰਜਾਬ ਟਾਈਮਜ਼ ਬਿਊਰੋ। ਇਲਾਕੇ ਵਿੱਚ ਕਰਵਾਏ ਗਏ ਸਮਾਗਮ ਦੌਰਾਨ ਮੁੱਖ ਮਹਿਮਾਨ ਨੇ ਵਿਦਿਆਰਥੀਆਂ ਅਤੇ ਹਾਜ਼ਰ ਲੋਕਾਂ ਨੂੰ ਸੰਬੋਧਨ ਕਰਦਿਆਂ ਕਿਹਾ ਕਿ ਸਿੱਖਿਆ ਹੀ ਸਮਾਜ ਦੀ ਤਰੱਕੀ ਦਾ ਮੁੱਖ ਅਧਾਰ ਹੈ। ਉਨ੍ਹਾਂ ਨੇ ਕਿਹਾ ਕਿ ਸਰਕਾਰ ਵੱਲੋਂ ਪਿੰਡਾਂ ਅਤੇ ਸ਼ਹਿਰਾਂ ਦੇ ਵਿਕਾਸ ਲਈ ਲਗਾਤਾਰ ਉਪਰਾਲੇ ਕੀਤੇ ਜਾ ਰਹੇ ਹਨ ਅਤੇ ਆਉਣ ਵਾਲੇ ਸਮੇਂ ਵਿੱਚ ਹੋਰ ਵੀ ਪ੍ਰੋਜੈਕਟ ਸ਼ੁਰੂ ਕੀਤੇ ਜਾਣਗੇ। ਇਸ ਮੌਕੇ ਪ੍ਰਬੰਧਕਾਂ ਵੱਲੋਂ ਮਹਿਮਾਨਾਂ ਦਾ bbox=[154, 496, 189, 536]
article-text: ਪੰਜਾਬ ਟਾਈਮਜ਼ ਬਿਊਰੋ। ਇਲਾਕੇ ਵਿੱਚ ਕਰਵਾਏ ਗਏ ਸਮਾਗਮ ਦੌਰਾਨ ਮੁੱਖ ਮਹਿਮਾਨ ਨੇ ਵਿਦਿਆਰਥੀਆਂ ਅਤੇ ਹਾਜ਼ਰ ਲੋਕਾਂ ਨੂੰ ਸੰਬੋਧਨ ਕਰਦਿਆਂ ਕਿਹਾ ਕਿ ਸਿੱਖਿਆ ਹੀ ਸਮਾਜ ਦੀ ਤਰੱਕੀ ਦਾ ਮੁੱਖ ਅਧਾਰ ਹੈ। ਉਨ੍ਹਾਂ ਨੇ ਕਿਹਾ ਕਿ ਸਰਕਾਰ ਵੱਲੋਂ ਪਿੰਡਾਂ ਅਤੇ ਸ਼ਹਿਰਾਂ ਦੇ ਵਿਕਾਸ ਲਈ ਲਗਾਤਾਰ ਉਪਰਾਲੇ ਕੀਤੇ ਜਾ ਰਹੇ ਹਨ ਅਤੇ ਆਉਣ ਵਾਲੇ ਸਮੇਂ ਵਿੱਚ ਹੋਰ ਵੀ ਪ੍ਰੋਜੈਕਟ ਸ਼ੁਰੂ ਕੀਤੇ ਜਾਣਗੇ। ਇਸ ਮੌਕੇ ਪ੍ਰਬੰਧਕਾਂ ਵੱਲੋਂ ਮਹਿਮਾਨਾਂ ਦਾ ਸਨਮਾਨ ਵੀ ਕੀਤਾ ਗਿਆ ਅਤੇ ਵੱਖ ਵੱਖ ਸੰਸਥਾਵਾਂ ਦੇ ਨੁਮਾਇੰਦਿਆਂ ਨੇ ਆਪਣੇ ਵਿਚਾਰ ਸਾਂਝੇ ਕੀਤੇ। ਸਮਾਗਮ ਦੇ ਅੰਤ ਵਿੱਚ ਸਭ ਦਾ ਧੰਨਵਾਦ ਕੀਤਾ ਗਿਆ। bbox=[52, 516, 99, 559]
column-divider bbox=[2, 351, 398, 352]
article-text: ਪੰਜਾਬ ਟਾਈਮਜ਼ ਬਿਊਰੋ। ਇਲਾਕੇ ਵਿੱਚ ਕਰਵਾਏ ਗਏ ਸਮਾਗਮ ਦੌਰਾਨ ਮੁੱਖ ਮਹਿਮਾਨ ਨੇ ਵਿਦਿਆਰਥੀਆਂ ਅਤੇ ਹਾਜ਼ਰ ਲੋਕਾਂ ਨੂੰ ਸੰਬੋਧਨ ਕਰਦਿਆਂ ਕਿਹਾ ਕਿ ਸਿੱਖਿਆ ਹੀ ਸਮਾਜ ਦੀ ਤਰੱਕੀ ਦਾ ਮੁੱਖ ਅਧਾਰ ਹੈ। ਉਨ੍ਹਾਂ ਨੇ ਕਿਹਾ ਕਿ ਸਰਕਾਰ ਵੱਲੋਂ ਪਿੰਡਾਂ ਅਤੇ ਸ਼ਹਿਰਾਂ ਦੇ ਵਿਕਾਸ ਲਈ ਲਗਾਤਾਰ ਉਪਰਾਲੇ ਕੀਤੇ ਜਾ ਰਹੇ ਹਨ ਅਤੇ ਆਉਣ ਵਾਲੇ ਸਮੇਂ ਵਿੱਚ ਹੋਰ ਵੀ ਪ੍ਰੋਜੈਕਟ ਸ਼ੁਰੂ ਕੀਤੇ ਜਾਣਗੇ। ਇਸ ਮੌਕੇ ਪ੍ਰਬੰਧਕਾਂ ਵੱਲੋਂ ਮਹਿਮਾਨਾਂ ਦਾ ਸਨਮਾਨ ਵੀ ਕੀਤਾ ਗਿਆ ਅਤੇ ਵੱਖ ਵੱਖ ਸੰਸਥਾਵਾਂ ਦੇ ਨੁਮਾਇੰਦਿਆਂ ਨੇ ਆਪਣੇ ਵਿਚਾਰ ਸਾਂਝੇ ਕੀਤੇ। ਸਮਾਗਮ ਦੇ ਅੰਤ ਵਿੱਚ ਸਭ ਦਾ ਧੰਨਵਾਦ ਕੀਤਾ ਗਿਆ। bbox=[102, 516, 150, 556]
article-text: ਪੰਜਾਬ ਟਾਈਮਜ਼ ਬਿਊਰੋ। ਇਲਾਕੇ ਵਿੱਚ ਕਰਵਾਏ ਗਏ ਸਮਾਗਮ ਦੌਰਾਨ ਮੁੱਖ ਮਹਿਮਾਨ ਨੇ ਵਿਦਿਆਰਥੀਆਂ ਅਤੇ ਹਾਜ਼ਰ ਲੋਕਾਂ ਨੂੰ ਸੰਬੋਧਨ ਕਰਦਿਆਂ ਕਿਹਾ ਕਿ ਸਿੱਖਿਆ ਹੀ ਸਮਾਜ ਦੀ ਤਰੱਕੀ ਦਾ ਮੁੱਖ ਅਧਾਰ ਹੈ। ਉਨ੍ਹਾਂ ਨੇ ਕਿਹਾ ਕਿ ਸਰਕਾਰ ਵੱਲੋਂ ਪਿੰਡਾਂ ਅਤੇ ਸ਼ਹਿਰਾਂ ਦੇ ਵਿਕਾਸ ਲਈ ਲਗਾਤਾਰ ਉਪਰਾਲੇ ਕੀਤੇ ਜਾ ਰਹੇ ਹਨ ਅਤੇ ਆਉਣ ਵਾਲੇ ਸਮੇਂ ਵਿੱਚ ਹੋਰ ਵੀ ਪ੍ਰੋਜੈਕਟ ਸ਼ੁਰੂ ਕੀਤੇ ਜਾਣਗੇ। ਇਸ ਮੌਕੇ ਪ੍ਰਬੰਧਕਾਂ ਵੱਲੋਂ ਮਹਿਮਾਨਾਂ ਦਾ ਸਨਮਾਨ ਵੀ ਕੀਤਾ ਗਿਆ ਅਤੇ ਵੱਖ ਵੱਖ ਸੰਸਥਾਵਾਂ ਦੇ ਨੁਮਾਇੰਦਿਆਂ ਨੇ ਆਪਣੇ ਵਿਚਾਰ ਸਾਂਝੇ ਕੀਤੇ। ਸਮਾਗਮ ਦੇ ਅੰਤ ਵਿੱਚ ਸਭ ਦਾ ਧੰਨਵਾਦ ਕੀਤਾ ਗਿਆ। bbox=[52, 272, 99, 315]
headline-6: ਐੱਸ.ਐੱਸ.ਪੀ. ਪਠਾਨਕੋਟ ਹੋਰ ਜ਼ਿਲ੍ਹਾ ਪੁਲਿਸ ਕਰਮਚਾਰੀ ਦੀ ਮੀਟਿੰਗ ਦਾ ਆਯੋਜਨ bbox=[270, 144, 393, 158]
headline-12: ਸਕੂਲਾਂ ਮਤੇ ਅਨੂ ਸਭਾਵਾਂ ਤੇ ਪਰਿਵਾਰ ਦੇ ਨੌਜਵਾਨਾਂ ਦੀ ਤਸਵੀਰ bbox=[270, 457, 383, 471]
byline-tag: ਪੰਜਾਬ ਟਾਈਮਜ਼ bbox=[156, 79, 174, 83]
byline-tag: ਪੰਜਾਬ ਟਾਈਮਜ਼ bbox=[156, 199, 174, 203]
ad-name: ਸੁਰਿੰਦਰ ਸਿੰਘ bbox=[172, 566, 192, 571]
article-text: ਪੰਜਾਬ ਟਾਈਮਜ਼ ਬਿਊਰੋ। ਇਲਾਕੇ ਵਿੱਚ ਕਰਵਾਏ ਗਏ ਸਮਾਗਮ ਦੌਰਾਨ ਮੁੱਖ ਮਹਿਮਾਨ ਨੇ ਵਿਦਿਆਰਥੀਆਂ ਅਤੇ ਹਾਜ਼ਰ ਲੋਕਾਂ ਨੂੰ ਸੰਬੋਧਨ ਕਰਦਿਆਂ ਕਿਹਾ ਕਿ ਸਿੱਖਿਆ ਹੀ ਸਮਾਜ ਦੀ ਤਰੱਕੀ ਦਾ ਮੁੱਖ ਅਧਾਰ ਹੈ। ਉਨ੍ਹਾਂ ਨੇ ਕਿਹਾ ਕਿ ਸਰਕਾਰ ਵੱਲੋਂ ਪਿੰਡਾਂ ਅਤੇ ਸ਼ਹਿਰਾਂ ਦੇ ਵਿਕਾਸ ਲਈ ਲਗਾਤਾਰ ਉਪਰਾਲੇ ਕੀਤੇ ਜਾ ਰਹੇ ਹਨ ਅਤੇ ਆਉਣ ਵਾਲੇ ਸਮੇਂ ਵਿੱਚ ਹੋਰ ਵੀ ਪ੍ਰੋਜੈਕਟ ਸ਼ੁਰੂ ਕੀਤੇ ਜਾਣਗੇ। ਇਸ ਮੌਕੇ ਪ੍ਰਬੰਧਕਾਂ ਵੱਲੋਂ ਮਹਿਮਾਨਾਂ ਦਾ ਸਨਮਾਨ ਵੀ ਕੀਤਾ ਗਿਆ ਅਤੇ ਵੱਖ ਵੱਖ ਸੰਸਥਾਵਾਂ ਦੇ ਨੁਮਾਇੰਦਿਆਂ ਨੇ ਆਪਣੇ ਵਿਚਾਰ ਸਾਂਝੇ ਕੀਤੇ। ਸਮਾਗਮ ਦੇ ਅੰਤ ਵਿੱਚ ਸਭ ਦਾ ਧੰਨਵਾਦ ਕੀਤਾ ਗਿਆ। bbox=[2, 206, 49, 249]
headline-10: ਵੱਡੇ ਸਾਹੇ ਅਮਨ ਚੰਡੀਗੜ੍ਹ ਦੇ ਬਾਪੂ ਸਰ ਵਿਖੇ ਵਰਤਾਂ ਸਮਾਗਮਾਂ ਨੂੰ ਬਹੁਤ ਵਿਰਤੀਆਂ ਕਰਾਂ : ਸਮਾਜ ਸੇਵਕ ਜੋਗਿੰਦਰ ਸਿੰਘ bbox=[154, 354, 266, 375]
article-text: ਪੰਜਾਬ ਟਾਈਮਜ਼ ਬਿਊਰੋ। ਇਲਾਕੇ ਵਿੱਚ ਕਰਵਾਏ ਗਏ ਸਮਾਗਮ ਦੌਰਾਨ ਮੁੱਖ ਮਹਿਮਾਨ ਨੇ ਵਿਦਿਆਰਥੀਆਂ ਅਤੇ ਹਾਜ਼ਰ ਲੋਕਾਂ ਨੂੰ ਸੰਬੋਧਨ ਕਰਦਿਆਂ ਕਿਹਾ ਕਿ ਸਿੱਖਿਆ ਹੀ ਸਮਾਜ ਦੀ ਤਰੱਕੀ ਦਾ ਮੁੱਖ ਅਧਾਰ ਹੈ। ਉਨ੍ਹਾਂ ਨੇ ਕਿਹਾ ਕਿ ਸਰਕਾਰ ਵੱਲੋਂ ਪਿੰਡਾਂ ਅਤੇ ਸ਼ਹਿਰਾਂ ਦੇ ਵਿਕਾਸ ਲਈ ਲਗਾਤਾਰ ਉਪਰਾਲੇ ਕੀਤੇ ਜਾ ਰਹੇ ਹਨ ਅਤੇ ਆਉਣ ਵਾਲੇ ਸਮੇਂ ਵਿੱਚ ਹੋਰ ਵੀ ਪ੍ਰੋਜੈਕਟ ਸ਼ੁਰੂ ਕੀਤੇ ਜਾਣਗੇ। ਇਸ ਮੌਕੇ ਪ੍ਰਬੰਧਕਾਂ ਵੱਲੋਂ ਮਹਿਮਾਨਾਂ ਦਾ ਸਨਮਾਨ ਵੀ ਕੀਤਾ ਗਿਆ ਅਤੇ ਵੱਖ ਵੱਖ ਸੰਸਥਾਵਾਂ ਦੇ ਨੁਮਾਇੰਦਿਆਂ ਨੇ ਆਪਣੇ ਵਿਚਾਰ ਸਾਂਝੇ ਕੀਤੇ। ਸਮਾਗਮ ਦੇ ਅੰਤ ਵਿੱਚ ਸਭ ਦਾ ਧੰਨਵਾਦ ਕੀਤਾ ਗਿਆ। bbox=[52, 409, 99, 451]
masthead-bar bbox=[0, 0, 400, 14]
byline-tag: ਪੰਜਾਬ ਟਾਈਮਜ਼ bbox=[272, 512, 290, 516]
headline-13: ਜਨਤਾ ਪ੍ਰਸ਼ੰਸਾ ਦੇ ਸ਼ਰਧਾਲੂਆਂ ਗੁਰਪੁਰਬ ਬਾਬਾ ਦੇ ਸਾਗਰ ਨਵੀਂ ਵਣ ਸ਼ਰਨ ਦਾ bbox=[2, 457, 144, 471]
photo-21 bbox=[154, 457, 214, 493]
tribute-ad-1 bbox=[154, 539, 210, 575]
photo-5 bbox=[2, 159, 62, 197]
portrait bbox=[231, 543, 249, 563]
portrait bbox=[318, 574, 338, 598]
page-number: 12 bbox=[380, 1, 398, 13]
byline-tag: ਪੰਜਾਬ ਟਾਈਮਜ਼ bbox=[156, 420, 174, 424]
photo-22 bbox=[270, 473, 328, 509]
article-text: ਪੰਜਾਬ ਟਾਈਮਜ਼ ਬਿਊਰੋ। ਇਲਾਕੇ ਵਿੱਚ ਕਰਵਾਏ ਗਏ ਸਮਾਗਮ ਦੌਰਾਨ ਮੁੱਖ ਮਹਿਮਾਨ ਨੇ ਵਿਦਿਆਰਥੀਆਂ ਅਤੇ ਹਾਜ਼ਰ ਲੋਕਾਂ ਨੂੰ ਸੰਬੋਧਨ ਕਰਦਿਆਂ ਕਿਹਾ ਕਿ ਸਿੱਖਿਆ ਹੀ ਸਮਾਜ ਦੀ ਤਰੱਕੀ ਦਾ ਮੁੱਖ ਅਧਾਰ ਹੈ। ਉਨ੍ਹਾਂ ਨੇ ਕਿਹਾ ਕਿ ਸਰਕਾਰ ਵੱਲੋਂ ਪਿੰਡਾਂ ਅਤੇ ਸ਼ਹਿਰਾਂ ਦੇ ਵਿਕਾਸ ਲਈ ਲਗਾਤਾਰ ਉਪਰਾਲੇ ਕੀਤੇ ਜਾ ਰਹੇ ਹਨ ਅਤੇ ਆਉਣ ਵਾਲੇ ਸਮੇਂ bbox=[230, 420, 266, 450]
photo-4 bbox=[270, 38, 336, 82]
article-text: ਪੰਜਾਬ ਟਾਈਮਜ਼ ਬਿਊਰੋ। ਇਲਾਕੇ ਵਿੱਚ ਕਰਵਾਏ ਗਏ ਸਮਾਗਮ ਦੌਰਾਨ ਮੁੱਖ ਮਹਿਮਾਨ ਨੇ ਵਿਦਿਆਰਥੀਆਂ ਅਤੇ ਹਾਜ਼ਰ ਲੋਕਾਂ ਨੂੰ ਸੰਬੋਧਨ ਕਰਦਿਆਂ ਕਿਹਾ ਕਿ ਸਿੱਖਿਆ ਹੀ ਸਮਾਜ ਦੀ ਤਰੱਕੀ ਦਾ ਮੁੱਖ ਅਧਾਰ ਹੈ। ਉਨ੍ਹਾਂ ਨੇ ਕਿਹਾ ਕਿ ਸਰਕਾਰ ਵੱਲੋਂ ਪਿੰਡਾਂ ਅਤੇ ਸ਼ਹਿਰਾਂ ਦੇ ਵਿਕਾਸ ਲਈ ਲਗਾਤਾਰ bbox=[154, 426, 189, 451]
headline-2: ਸਰਕਾਰੀ ਹੋਣ ਪਿੰਡ ਸਿੱਖਿਆ ਦੇ ਖੇਤਰ ਆਸ ਭਾਈਚਾਰਕ ਦਾ ਪਹਿਲਾਂ ਸੰਭਿਆ 'ਚ ਪਿੰਡ ਦੇ ਮੁਹੱਲੇ 'ਚ ਬਾਂਹਾ ਕਰਨ ਵਾਲੇ ਰਹੀ ਗੱਲਬਾਤ bbox=[270, 16, 398, 37]
column-divider bbox=[2, 259, 398, 260]
